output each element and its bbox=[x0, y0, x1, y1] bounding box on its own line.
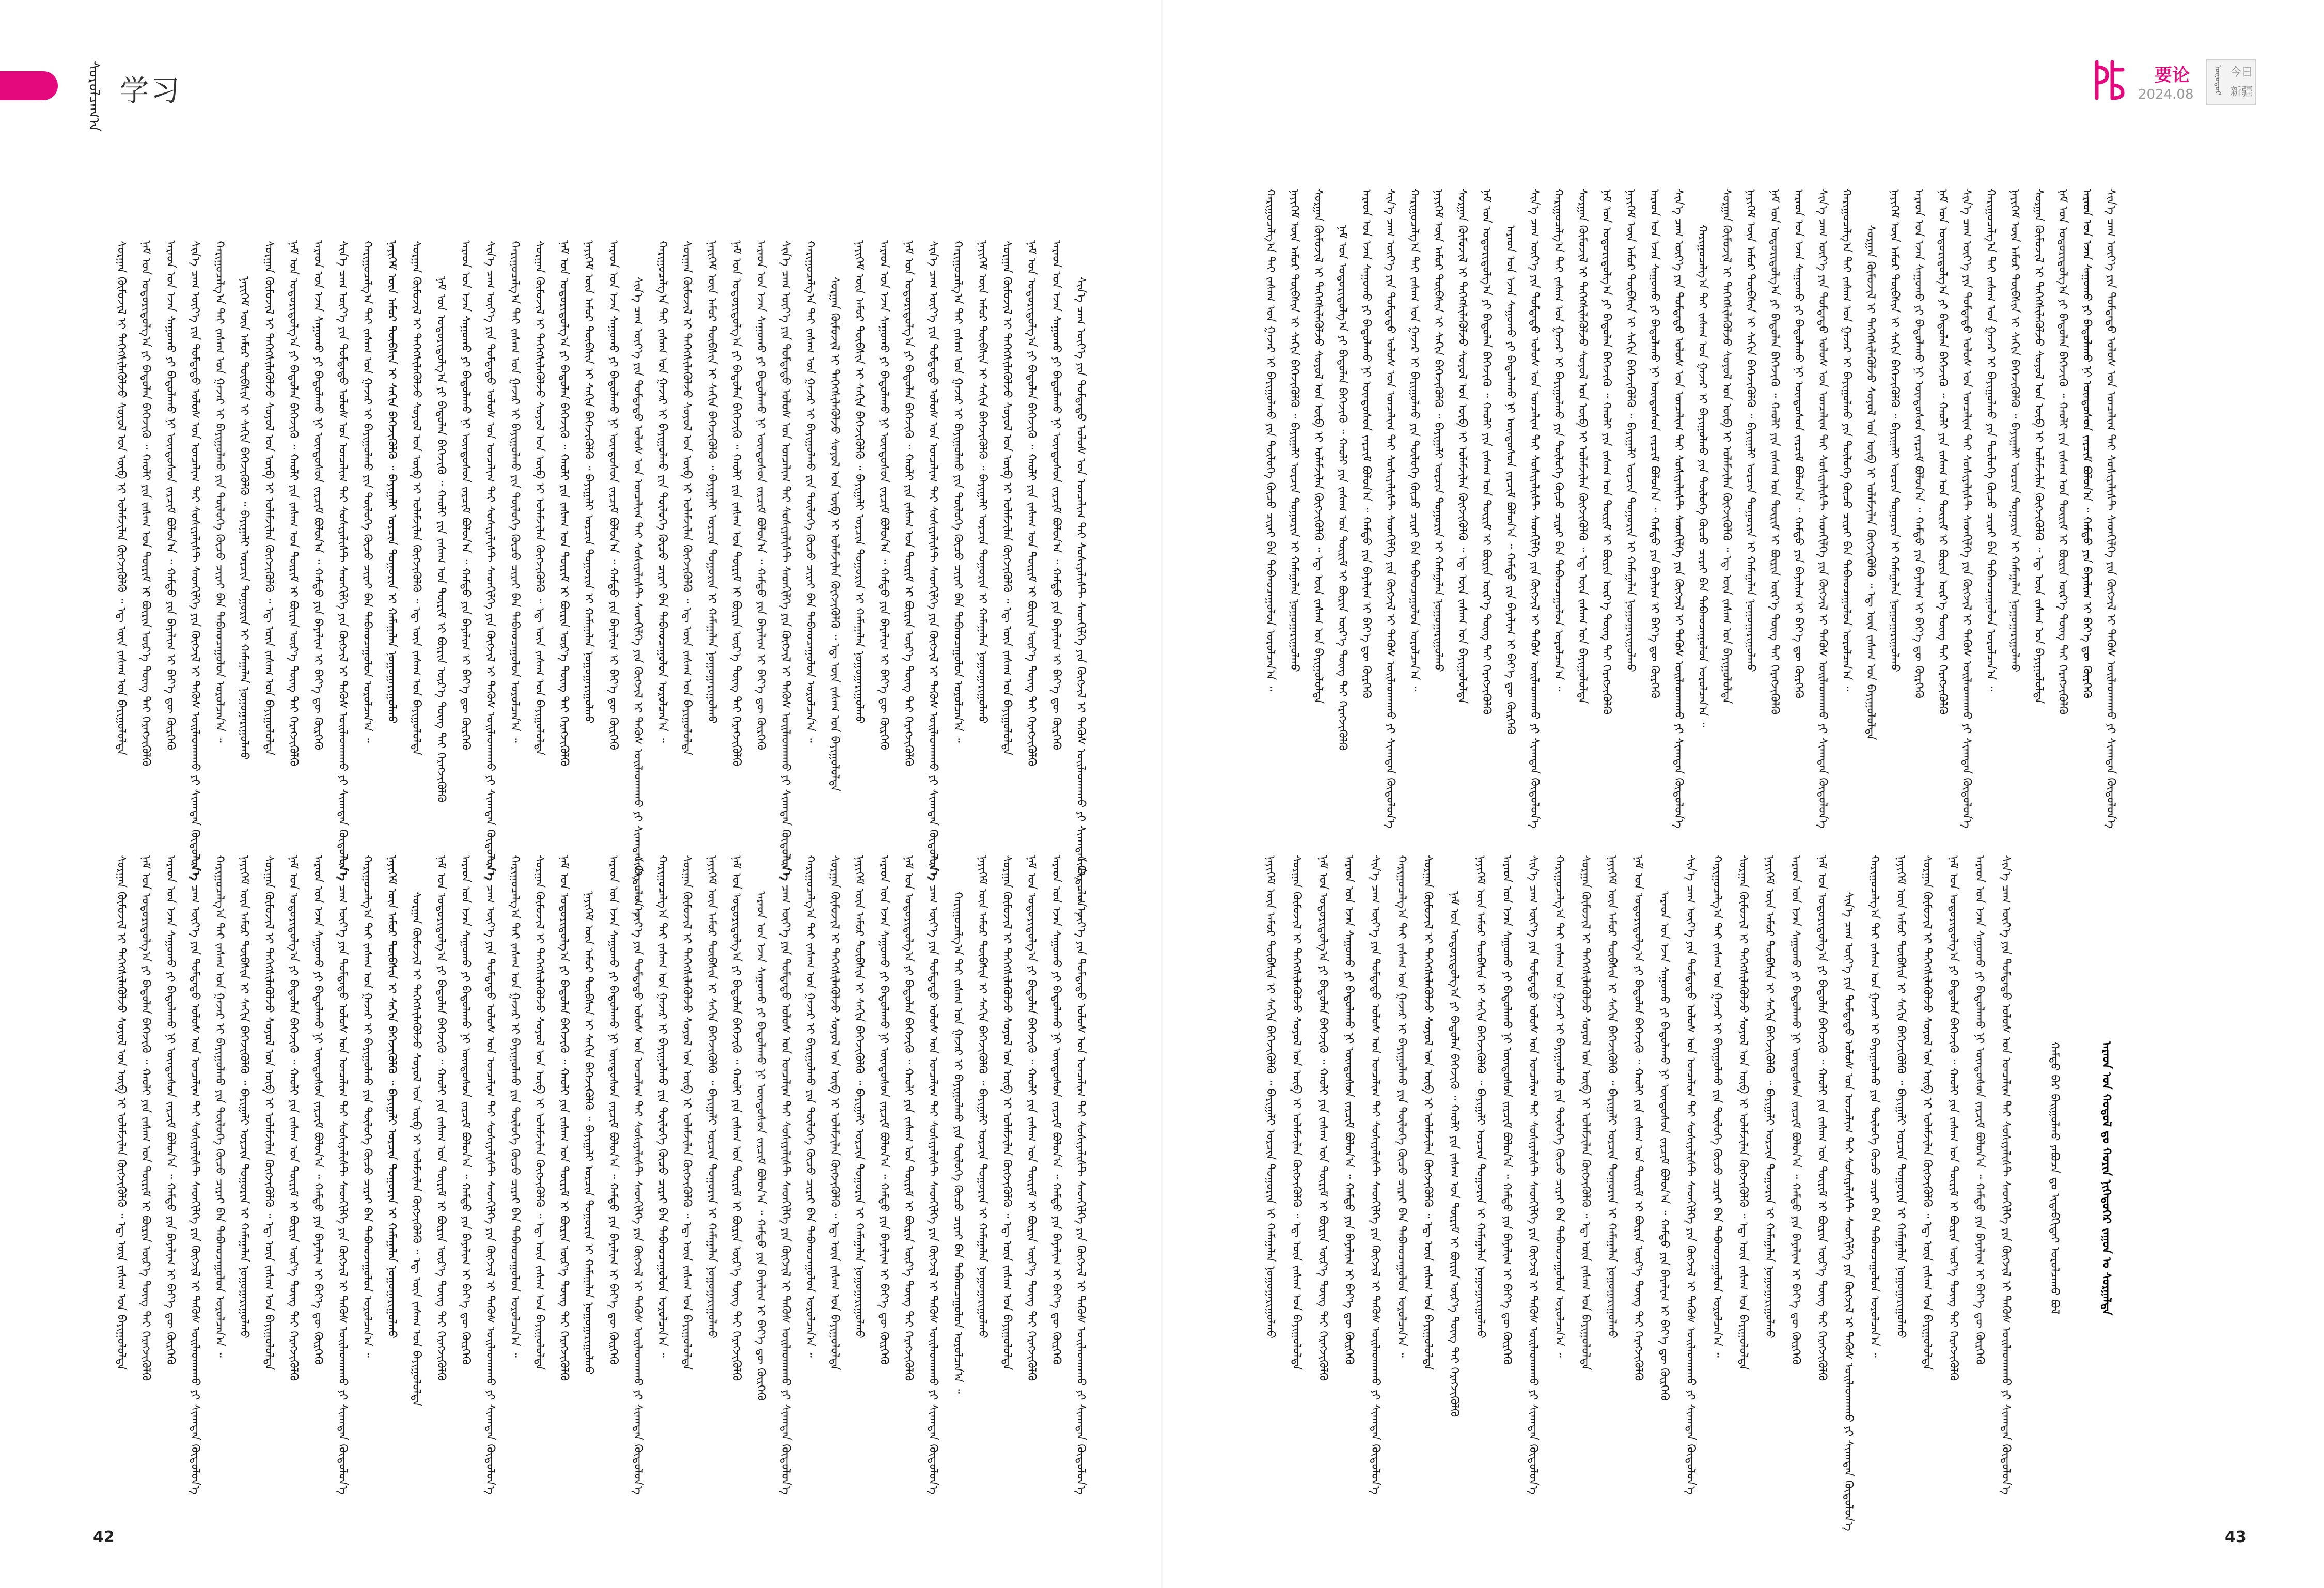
text-column: ᠰᠤᠷᠭᠠᠨ ᠬᠥᠮᠦᠵᠢᠯ ᠢ ᠳᠡᠭᠡᠭᠰᠢᠯᠡᠭᠦᠯᠵᠦ ᠰᠤᠶᠤᠯ ᠤᠨ ᠥᠪ ᠢ ᠤᠯᠠᠮᠵᠢᠯᠠᠨ ᠬᠥᠭᠵᠢᠭᠦᠯᠬᠦ ᠃ ᠡᠳ᠋ ᠦᠨ ᠵᠠᠰᠠᠭ ᠤᠨ ᠪᠠᠶᠢᠭᠤᠯᠤᠯᠲᠠ bbox=[680, 855, 694, 1371]
text-column: ᠨᠠᠮ ᠤᠨ ᠤᠳᠤᠷᠢᠳᠤᠯᠭ᠎ᠠ ᠶᠢ ᠪᠠᠲᠤᠯᠠᠨ ᠪᠡᠬᠡᠵᠢᠬᠦ ᠃ ᠬᠠᠤᠯᠢ ᠶᠢᠨ ᠵᠠᠰᠠᠭ ᠤᠨ ᠳᠦᠷᠢᠮ ᠢ ᠪᠦᠷᠢᠨ ᠦᠷ᠎ᠡ ᠳᠦᠩ ᠲᠡᠢ ᠬᠡᠷᠡᠭᠵᠢᠭᠦᠯᠬᠦ bbox=[1316, 855, 1329, 1381]
article-title: ᠠᠷᠠᠳ ᠤᠨ ᠬᠤᠳᠤᠯ ᠳᠤ ᠬᠤᠷᠢᠨ ᠨᠢᠭᠡᠳᠦᠭᠡᠷ ᠵᠠᠭᠤᠨ ᠤ ᠰᠤᠷᠭᠠᠯᠲᠠ bbox=[2100, 1040, 2113, 1315]
text-column: ᠬᠠᠷᠢᠭᠤᠴᠠᠯᠭ᠎ᠠ ᠲᠠᠢ ᠵᠠᠰᠠᠭ ᠤᠨ ᠭᠠᠵᠠᠷ ᠢ ᠪᠠᠶᠢᠭᠤᠯᠬᠤ ᠶᠢᠨ ᠲᠥᠯᠥᠭᠡ ᠬᠦᠴᠦ ᠴᠢᠷᠠᠢ ᠪᠡᠨ ᠳᠠᠪᠬᠤᠴᠠᠭᠤᠯᠤᠨ ᠣᠷᠤᠯᠴᠠᠨ᠎ᠠ ᠃ bbox=[1868, 855, 1881, 1358]
text-column: ᠬᠠᠷᠢᠭᠤᠴᠠᠯᠭ᠎ᠠ ᠲᠠᠢ ᠵᠠᠰᠠᠭ ᠤᠨ ᠭᠠᠵᠠᠷ ᠢ ᠪᠠᠶᠢᠭᠤᠯᠬᠤ ᠶᠢᠨ ᠲᠥᠯᠥᠭᠡ ᠬᠦᠴᠦ ᠴᠢᠷᠠᠢ ᠪᠡᠨ ᠳᠠᠪᠬᠤᠴᠠᠭᠤᠯᠤᠨ ᠣᠷᠤᠯᠴᠠᠨ᠎ᠠ ᠃ bbox=[1395, 855, 1408, 1358]
text-column: ᠬᠠᠷᠢᠭᠤᠴᠠᠯᠭ᠎ᠠ ᠲᠠᠢ ᠵᠠᠰᠠᠭ ᠤᠨ ᠭᠠᠵᠠᠷ ᠢ ᠪᠠᠶᠢᠭᠤᠯᠬᠤ ᠶᠢᠨ ᠲᠥᠯᠥᠭᠡ ᠬᠦᠴᠦ ᠴᠢᠷᠠᠢ ᠪᠡᠨ ᠳᠠᠪᠬᠤᠴᠠᠭᠤᠯᠤᠨ ᠣᠷᠤᠯᠴᠠᠨ᠎ᠠ ᠃ bbox=[360, 240, 374, 743]
text-column: ᠠᠷᠠᠳ ᠤᠨ ᠡᠵᠡᠨ ᠰᠠᠭᠤᠬᠤ ᠶᠢ ᠪᠠᠲᠤᠯᠠᠬᠤ ᠨᠢ ᠦᠨᠳᠦᠰᠦᠨ ᠵᠠᠷᠴᠢᠮ ᠪᠣᠯᠤᠨ᠎ᠠ ᠃ ᠬᠠᠮᠲᠤ ᠶᠢᠨ ᠪᠠᠶᠠᠯᠢᠭ ᠢ ᠪᠡᠶ᠎ᠡ ᠳᠦ ᠬᠦᠷᠭᠡᠬᠦ bbox=[1342, 855, 1356, 1365]
text-column: ᠰᠤᠷᠭᠠᠨ ᠬᠥᠮᠦᠵᠢᠯ ᠢ ᠳᠡᠭᠡᠭᠰᠢᠯᠡᠭᠦᠯᠵᠦ ᠰᠤᠶᠤᠯ ᠤᠨ ᠥᠪ ᠢ ᠤᠯᠠᠮᠵᠢᠯᠠᠨ ᠬᠥᠭᠵᠢᠭᠦᠯᠬᠦ ᠃ ᠡᠳ᠋ ᠦᠨ ᠵᠠᠰᠠᠭ ᠤᠨ ᠪᠠᠶᠢᠭᠤᠯᠤᠯᠲᠠ bbox=[1000, 240, 1014, 756]
text-column: ᠬᠠᠷᠢᠭᠤᠴᠠᠯᠭ᠎ᠠ ᠲᠠᠢ ᠵᠠᠰᠠᠭ ᠤᠨ ᠭᠠᠵᠠᠷ ᠢ ᠪᠠᠶᠢᠭᠤᠯᠬᠤ ᠶᠢᠨ ᠲᠥᠯᠥᠭᠡ ᠬᠦᠴᠦ ᠴᠢᠷᠠᠢ ᠪᠡᠨ ᠳᠠᠪᠬᠤᠴᠠᠭᠤᠯᠤᠨ ᠣᠷᠤᠯᠴᠠᠨ᠎ᠠ ᠃ bbox=[656, 855, 669, 1358]
page-gutter bbox=[1161, 0, 1163, 1588]
text-column: ᠠᠷᠠᠳ ᠤᠨ ᠡᠵᠡᠨ ᠰᠠᠭᠤᠬᠤ ᠶᠢ ᠪᠠᠲᠤᠯᠠᠬᠤ ᠨᠢ ᠦᠨᠳᠦᠰᠦᠨ ᠵᠠᠷᠴᠢᠮ ᠪᠣᠯᠤᠨ᠎ᠠ ᠃ ᠬᠠᠮᠲᠤ ᠶᠢᠨ ᠪᠠᠶᠠᠯᠢᠭ ᠢ ᠪᠡᠶ᠎ᠡ ᠳᠦ ᠬᠦᠷᠭᠡᠬᠦ bbox=[1500, 855, 1513, 1365]
text-column: ᠨᠠᠮ ᠤᠨ ᠤᠳᠤᠷᠢᠳᠤᠯᠭ᠎ᠠ ᠶᠢ ᠪᠠᠲᠤᠯᠠᠨ ᠪᠡᠬᠡᠵᠢᠬᠦ ᠃ ᠬᠠᠤᠯᠢ ᠶᠢᠨ ᠵᠠᠰᠠᠭ ᠤᠨ ᠳᠦᠷᠢᠮ ᠢ ᠪᠦᠷᠢᠨ ᠦᠷ᠎ᠡ ᠳᠦᠩ ᠲᠡᠢ ᠬᠡᠷᠡᠭᠵᠢᠭᠦᠯᠬᠦ bbox=[1768, 189, 1781, 715]
text-column: ᠨᠡᠶᠢᠭᠡᠮ ᠦᠨ ᠠᠮᠤᠷ ᠲᠦᠪᠰᠢᠨ ᠢ ᠰᠠᠬᠢᠨ ᠪᠡᠬᠡᠵᠢᠭᠦᠯᠬᠦ ᠃ ᠪᠠᠶᠢᠭᠠᠯᠢ ᠣᠷᠴᠢᠨ ᠲᠣᠭᠣᠷᠢᠨ ᠢ ᠬᠠᠮᠠᠭᠠᠯᠠᠨ ᠨᠣᠭᠣᠭᠠᠷᠢᠭᠤᠯᠬᠤ bbox=[1264, 855, 1277, 1338]
text-column: ᠰᠤᠷᠭᠠᠨ ᠬᠥᠮᠦᠵᠢᠯ ᠢ ᠳᠡᠭᠡᠭᠰᠢᠯᠡᠭᠦᠯᠵᠦ ᠰᠤᠶᠤᠯ ᠤᠨ ᠥᠪ ᠢ ᠤᠯᠠᠮᠵᠢᠯᠠᠨ ᠬᠥᠭᠵᠢᠭᠦᠯᠬᠦ ᠃ ᠡᠳ᠋ ᠦᠨ ᠵᠠᠰᠠᠭ ᠤᠨ ᠪᠠᠶᠢᠭᠤᠯᠤᠯᠲᠠ bbox=[262, 855, 275, 1371]
text-column: ᠰᠢᠨ᠎ᠡ ᠴᠠᠭ ᠦᠶ᠎ᠡ ᠶᠢᠨ ᠳᠤᠮᠳᠠᠳᠤ ᠤᠯᠤᠰ ᠤᠨ ᠣᠨᠴᠠᠯᠢᠭ ᠲᠠᠢ ᠰᠣᠰᠢᠶᠠᠯᠢᠰᠲ ᠰᠡᠳᠬᠢᠯᠭᠡ ᠶᠢᠨ ᠬᠥᠭᠵᠢᠯ ᠢ ᠲᠡᠭᠦᠰ ᠤᠢᠯᠠᠳᠬᠠᠬᠤ ᠶᠢ ᠰᠢᠬᠠᠳᠠᠨ ᠬᠥᠲᠥᠯᠦᠨ᠎ᠡ bbox=[1684, 855, 1697, 1495]
text-column: ᠰᠢᠨ᠎ᠡ ᠴᠠᠭ ᠦᠶ᠎ᠡ ᠶᠢᠨ ᠳᠤᠮᠳᠠᠳᠤ ᠤᠯᠤᠰ ᠤᠨ ᠣᠨᠴᠠᠯᠢᠭ ᠲᠠᠢ ᠰᠣᠰᠢᠶᠠᠯᠢᠰᠲ ᠰᠡᠳᠬᠢᠯᠭᠡ ᠶᠢᠨ ᠬᠥᠭᠵᠢᠯ ᠢ ᠲᠡᠭᠦᠰ ᠤᠢᠯᠠᠳᠬᠠᠬᠤ ᠶᠢ ᠰᠢᠬᠠᠳᠠᠨ ᠬᠥᠲᠥᠯᠦᠨ᠎ᠡ bbox=[336, 240, 349, 880]
text-column: ᠨᠠᠮ ᠤᠨ ᠤᠳᠤᠷᠢᠳᠤᠯᠭ᠎ᠠ ᠶᠢ ᠪᠠᠲᠤᠯᠠᠨ ᠪᠡᠬᠡᠵᠢᠬᠦ ᠃ ᠬᠠᠤᠯᠢ ᠶᠢᠨ ᠵᠠᠰᠠᠭ ᠤᠨ ᠳᠦᠷᠢᠮ ᠢ ᠪᠦᠷᠢᠨ ᠦᠷ᠎ᠡ ᠳᠦᠩ ᠲᠡᠢ ᠬᠡᠷᠡᠭᠵᠢᠭᠦᠯᠬᠦ bbox=[287, 855, 300, 1381]
text-column: ᠰᠤᠷᠭᠠᠨ ᠬᠥᠮᠦᠵᠢᠯ ᠢ ᠳᠡᠭᠡᠭᠰᠢᠯᠡᠭᠦᠯᠵᠦ ᠰᠤᠶᠤᠯ ᠤᠨ ᠥᠪ ᠢ ᠤᠯᠠᠮᠵᠢᠯᠠᠨ ᠬᠥᠭᠵᠢᠭᠦᠯᠬᠦ ᠃ ᠡᠳ᠋ ᠦᠨ ᠵᠠᠰᠠᠭ ᠤᠨ ᠪᠠᠶᠢᠭᠤᠯᠤᠯᠲᠠ bbox=[1456, 189, 1469, 704]
text-column: ᠰᠢᠨ᠎ᠡ ᠴᠠᠭ ᠦᠶ᠎ᠡ ᠶᠢᠨ ᠳᠤᠮᠳᠠᠳᠤ ᠤᠯᠤᠰ ᠤᠨ ᠣᠨᠴᠠᠯᠢᠭ ᠲᠠᠢ ᠰᠣᠰᠢᠶᠠᠯᠢᠰᠲ ᠰᠡᠳᠬᠢᠯᠭᠡ ᠶᠢᠨ ᠬᠥᠭᠵᠢᠯ ᠢ ᠲᠡᠭᠦᠰ ᠤᠢᠯᠠᠳᠬᠠᠬᠤ ᠶᠢ ᠰᠢᠬᠠᠳᠠᠨ ᠬᠥᠲᠥᠯᠦᠨ᠎ᠡ bbox=[631, 276, 645, 916]
text-column: ᠰᠢᠨ᠎ᠡ ᠴᠠᠭ ᠦᠶ᠎ᠡ ᠶᠢᠨ ᠳᠤᠮᠳᠠᠳᠤ ᠤᠯᠤᠰ ᠤᠨ ᠣᠨᠴᠠᠯᠢᠭ ᠲᠠᠢ ᠰᠣᠰᠢᠶᠠᠯᠢᠰᠲ ᠰᠡᠳᠬᠢᠯᠭᠡ ᠶᠢᠨ ᠬᠥᠭᠵᠢᠯ ᠢ ᠲᠡᠭᠦᠰ ᠤᠢᠯᠠᠳᠬᠠᠬᠤ ᠶᠢ ᠰᠢᠬᠠᠳᠠᠨ ᠬᠥᠲᠥᠯᠦᠨ᠎ᠡ bbox=[1369, 855, 1382, 1495]
text-column: ᠠᠷᠠᠳ ᠤᠨ ᠡᠵᠡᠨ ᠰᠠᠭᠤᠬᠤ ᠶᠢ ᠪᠠᠲᠤᠯᠠᠬᠤ ᠨᠢ ᠦᠨᠳᠦᠰᠦᠨ ᠵᠠᠷᠴᠢᠮ ᠪᠣᠯᠤᠨ᠎ᠠ ᠃ ᠬᠠᠮᠲᠤ ᠶᠢᠨ ᠪᠠᠶᠠᠯᠢᠭ ᠢ ᠪᠡᠶ᠎ᠡ ᠳᠦ ᠬᠦᠷᠭᠡᠬᠦ bbox=[1912, 189, 1925, 698]
text-column: ᠠᠷᠠᠳ ᠤᠨ ᠡᠵᠡᠨ ᠰᠠᠭᠤᠬᠤ ᠶᠢ ᠪᠠᠲᠤᠯᠠᠬᠤ ᠨᠢ ᠦᠨᠳᠦᠰᠦᠨ ᠵᠠᠷᠴᠢᠮ ᠪᠣᠯᠤᠨ᠎ᠠ ᠃ ᠬᠠᠮᠲᠤ ᠶᠢᠨ ᠪᠠᠶᠠᠯᠢᠭ ᠢ ᠪᠡᠶ᠎ᠡ ᠳᠦ ᠬᠦᠷᠭᠡᠬᠦ bbox=[1789, 855, 1802, 1365]
text-column: ᠨᠠᠮ ᠤᠨ ᠤᠳᠤᠷᠢᠳᠤᠯᠭ᠎ᠠ ᠶᠢ ᠪᠠᠲᠤᠯᠠᠨ ᠪᠡᠬᠡᠵᠢᠬᠦ ᠃ ᠬᠠᠤᠯᠢ ᠶᠢᠨ ᠵᠠᠰᠠᠭ ᠤᠨ ᠳᠦᠷᠢᠮ ᠢ ᠪᠦᠷᠢᠨ ᠦᠷ᠎ᠡ ᠳᠦᠩ ᠲᠡᠢ ᠬᠡᠷᠡᠭᠵᠢᠭᠦᠯᠬᠦ bbox=[1936, 189, 1949, 715]
text-column: ᠨᠠᠮ ᠤᠨ ᠤᠳᠤᠷᠢᠳᠤᠯᠭ᠎ᠠ ᠶᠢ ᠪᠠᠲᠤᠯᠠᠨ ᠪᠡᠬᠡᠵᠢᠬᠦ ᠃ ᠬᠠᠤᠯᠢ ᠶᠢᠨ ᠵᠠᠰᠠᠭ ᠤᠨ ᠳᠦᠷᠢᠮ ᠢ ᠪᠦᠷᠢᠨ ᠦᠷ᠎ᠡ ᠳᠦᠩ ᠲᠡᠢ ᠬᠡᠷᠡᠭᠵᠢᠭᠦᠯᠬᠦ bbox=[1815, 855, 1829, 1381]
text-column: ᠨᠠᠮ ᠤᠨ ᠤᠳᠤᠷᠢᠳᠤᠯᠭ᠎ᠠ ᠶᠢ ᠪᠠᠲᠤᠯᠠᠨ ᠪᠡᠬᠡᠵᠢᠬᠦ ᠃ ᠬᠠᠤᠯᠢ ᠶᠢᠨ ᠵᠠᠰᠠᠭ ᠤᠨ ᠳᠦᠷᠢᠮ ᠢ ᠪᠦᠷᠢᠨ ᠦᠷ᠎ᠡ ᠳᠦᠩ ᠲᠡᠢ ᠬᠡᠷᠡᠭᠵᠢᠭᠦᠯᠬᠦ bbox=[557, 855, 571, 1381]
text-column: ᠰᠤᠷᠭᠠᠨ ᠬᠥᠮᠦᠵᠢᠯ ᠢ ᠳᠡᠭᠡᠭᠰᠢᠯᠡᠭᠦᠯᠵᠦ ᠰᠤᠶᠤᠯ ᠤᠨ ᠥᠪ ᠢ ᠤᠯᠠᠮᠵᠢᠯᠠᠨ ᠬᠥᠭᠵᠢᠭᠦᠯᠬᠦ ᠃ ᠡᠳ᠋ ᠦᠨ ᠵᠠᠰᠠᠭ ᠤᠨ ᠪᠠᠶᠢᠭᠤᠯᠤᠯᠲᠠ bbox=[1421, 855, 1435, 1371]
text-column: ᠨᠠᠮ ᠤᠨ ᠤᠳᠤᠷᠢᠳᠤᠯᠭ᠎ᠠ ᠶᠢ ᠪᠠᠲᠤᠯᠠᠨ ᠪᠡᠬᠡᠵᠢᠬᠦ ᠃ ᠬᠠᠤᠯᠢ ᠶᠢᠨ ᠵᠠᠰᠠᠭ ᠤᠨ ᠳᠦᠷᠢᠮ ᠢ ᠪᠦᠷᠢᠨ ᠦᠷ᠎ᠡ ᠳᠦᠩ ᠲᠡᠢ ᠬᠡᠷᠡᠭᠵᠢᠭᠦᠯᠬᠦ bbox=[902, 240, 915, 767]
text-column: ᠠᠷᠠᠳ ᠤᠨ ᠡᠵᠡᠨ ᠰᠠᠭᠤᠬᠤ ᠶᠢ ᠪᠠᠲᠤᠯᠠᠬᠤ ᠨᠢ ᠦᠨᠳᠦᠰᠦᠨ ᠵᠠᠷᠴᠢᠮ ᠪᠣᠯᠤᠨ᠎ᠠ ᠃ ᠬᠠᠮᠲᠤ ᠶᠢᠨ ᠪᠠᠶᠠᠯᠢᠭ ᠢ ᠪᠡᠶ᠎ᠡ ᠳᠦ ᠬᠦᠷᠭᠡᠬᠦ bbox=[754, 240, 767, 750]
text-column: ᠨᠠᠮ ᠤᠨ ᠤᠳᠤᠷᠢᠳᠤᠯᠭ᠎ᠠ ᠶᠢ ᠪᠠᠲᠤᠯᠠᠨ ᠪᠡᠬᠡᠵᠢᠬᠦ ᠃ ᠬᠠᠤᠯᠢ ᠶᠢᠨ ᠵᠠᠰᠠᠭ ᠤᠨ ᠳᠦᠷᠢᠮ ᠢ ᠪᠦᠷᠢᠨ ᠦᠷ᠎ᠡ ᠳᠦᠩ ᠲᠡᠢ ᠬᠡᠷᠡᠭᠵᠢᠭᠦᠯᠬᠦ bbox=[139, 240, 152, 767]
text-column: ᠠᠷᠠᠳ ᠤᠨ ᠡᠵᠡᠨ ᠰᠠᠭᠤᠬᠤ ᠶᠢ ᠪᠠᠲᠤᠯᠠᠬᠤ ᠨᠢ ᠦᠨᠳᠦᠰᠦᠨ ᠵᠠᠷᠴᠢᠮ ᠪᠣᠯᠤᠨ᠎ᠠ ᠃ ᠬᠠᠮᠲᠤ ᠶᠢᠨ ᠪᠠᠶᠠᠯᠢᠭ ᠢ ᠪᠡᠶ᠎ᠡ ᠳᠦ ᠬᠦᠷᠭᠡᠬᠦ bbox=[1792, 189, 1805, 698]
left-page-text-block-bottom bbox=[111, 855, 1087, 1501]
text-column: ᠰᠤᠷᠭᠠᠨ ᠬᠥᠮᠦᠵᠢᠯ ᠢ ᠳᠡᠭᠡᠭᠰᠢᠯᠡᠭᠦᠯᠵᠦ ᠰᠤᠶᠤᠯ ᠤᠨ ᠥᠪ ᠢ ᠤᠯᠠᠮᠵᠢᠯᠠᠨ ᠬᠥᠭᠵᠢᠭᠦᠯᠬᠦ ᠃ ᠡᠳ᠋ ᠦᠨ ᠵᠠᠰᠠᠭ ᠤᠨ ᠪᠠᠶᠢᠭᠤᠯᠤᠯᠲᠠ bbox=[532, 240, 546, 756]
text-column: ᠠᠷᠠᠳ ᠤᠨ ᠡᠵᠡᠨ ᠰᠠᠭᠤᠬᠤ ᠶᠢ ᠪᠠᠲᠤᠯᠠᠬᠤ ᠨᠢ ᠦᠨᠳᠦᠰᠦᠨ ᠵᠠᠷᠴᠢᠮ ᠪᠣᠯᠤᠨ᠎ᠠ ᠃ ᠬᠠᠮᠲᠤ ᠶᠢᠨ ᠪᠠᠶᠠᠯᠢᠭ ᠢ ᠪᠡᠶ᠎ᠡ ᠳᠦ ᠬᠦᠷᠭᠡᠬᠦ bbox=[1360, 189, 1373, 698]
text-column: ᠨᠡᠶᠢᠭᠡᠮ ᠦᠨ ᠠᠮᠤᠷ ᠲᠦᠪᠰᠢᠨ ᠢ ᠰᠠᠬᠢᠨ ᠪᠡᠬᠡᠵᠢᠭᠦᠯᠬᠦ ᠃ ᠪᠠᠶᠢᠭᠠᠯᠢ ᠣᠷᠴᠢᠨ ᠲᠣᠭᠣᠷᠢᠨ ᠢ ᠬᠠᠮᠠᠭᠠᠯᠠᠨ ᠨᠣᠭᠣᠭᠠᠷᠢᠭᠤᠯᠬᠤ bbox=[2008, 189, 2021, 672]
masthead-box bbox=[2206, 59, 2256, 105]
text-column: ᠬᠠᠷᠢᠭᠤᠴᠠᠯᠭ᠎ᠠ ᠲᠠᠢ ᠵᠠᠰᠠᠭ ᠤᠨ ᠭᠠᠵᠠᠷ ᠢ ᠪᠠᠶᠢᠭᠤᠯᠬᠤ ᠶᠢᠨ ᠲᠥᠯᠥᠭᠡ ᠬᠦᠴᠦ ᠴᠢᠷᠠᠢ ᠪᠡᠨ ᠳᠠᠪᠬᠤᠴᠠᠭᠤᠯᠤᠨ ᠣᠷᠤᠯᠴᠠᠨ᠎ᠠ ᠃ bbox=[803, 855, 816, 1358]
text-column: ᠰᠤᠷᠭᠠᠨ ᠬᠥᠮᠦᠵᠢᠯ ᠢ ᠳᠡᠭᠡᠭᠰᠢᠯᠡᠭᠦᠯᠵᠦ ᠰᠤᠶᠤᠯ ᠤᠨ ᠥᠪ ᠢ ᠤᠯᠠᠮᠵᠢᠯᠠᠨ ᠬᠥᠭᠵᠢᠭᠦᠯᠬᠦ ᠃ ᠡᠳ᠋ ᠦᠨ ᠵᠠᠰᠠᠭ ᠤᠨ ᠪᠠᠶᠢᠭᠤᠯᠤᠯᠲᠠ bbox=[1576, 189, 1589, 704]
text-column: ᠨᠡᠶᠢᠭᠡᠮ ᠦᠨ ᠠᠮᠤᠷ ᠲᠦᠪᠰᠢᠨ ᠢ ᠰᠠᠬᠢᠨ ᠪᠡᠬᠡᠵᠢᠭᠦᠯᠬᠦ ᠃ ᠪᠠᠶᠢᠭᠠᠯᠢ ᠣᠷᠴᠢᠨ ᠲᠣᠭᠣᠷᠢᠨ ᠢ ᠬᠠᠮᠠᠭᠠᠯᠠᠨ ᠨᠣᠭᠣᠭᠠᠷᠢᠭᠤᠯᠬᠤ bbox=[1763, 855, 1776, 1338]
text-column: ᠠᠷᠠᠳ ᠤᠨ ᠡᠵᠡᠨ ᠰᠠᠭᠤᠬᠤ ᠶᠢ ᠪᠠᠲᠤᠯᠠᠬᠤ ᠨᠢ ᠦᠨᠳᠦᠰᠦᠨ ᠵᠠᠷᠴᠢᠮ ᠪᠣᠯᠤᠨ᠎ᠠ ᠃ ᠬᠠᠮᠲᠤ ᠶᠢᠨ ᠪᠠᠶᠠᠯᠢᠭ ᠢ ᠪᠡᠶ᠎ᠡ ᠳᠦ ᠬᠦᠷᠭᠡᠬᠦ bbox=[877, 855, 890, 1365]
text-column: ᠰᠤᠷᠭᠠᠨ ᠬᠥᠮᠦᠵᠢᠯ ᠢ ᠳᠡᠭᠡᠭᠰᠢᠯᠡᠭᠦᠯᠵᠦ ᠰᠤᠶᠤᠯ ᠤᠨ ᠥᠪ ᠢ ᠤᠯᠠᠮᠵᠢᠯᠠᠨ ᠬᠥᠭᠵᠢᠭᠦᠯᠬᠦ ᠃ ᠡᠳ᠋ ᠦᠨ ᠵᠠᠰᠠᠭ ᠤᠨ ᠪᠠᠶᠢᠭᠤᠯᠤᠯᠲᠠ bbox=[828, 276, 841, 792]
text-column: ᠠᠷᠠᠳ ᠤᠨ ᠡᠵᠡᠨ ᠰᠠᠭᠤᠬᠤ ᠶᠢ ᠪᠠᠲᠤᠯᠠᠬᠤ ᠨᠢ ᠦᠨᠳᠦᠰᠦᠨ ᠵᠠᠷᠴᠢᠮ ᠪᠣᠯᠤᠨ᠎ᠠ ᠃ ᠬᠠᠮᠲᠤ ᠶᠢᠨ ᠪᠠᠶᠠᠯᠢᠭ ᠢ ᠪᠡᠶ᠎ᠡ ᠳᠦ ᠬᠦᠷᠭᠡᠬᠦ bbox=[459, 240, 472, 750]
text-column: ᠨᠡᠶᠢᠭᠡᠮ ᠦᠨ ᠠᠮᠤᠷ ᠲᠦᠪᠰᠢᠨ ᠢ ᠰᠠᠬᠢᠨ ᠪᠡᠬᠡᠵᠢᠭᠦᠯᠬᠦ ᠃ ᠪᠠᠶᠢᠭᠠᠯᠢ ᠣᠷᠴᠢᠨ ᠲᠣᠭᠣᠷᠢᠨ ᠢ ᠬᠠᠮᠠᠭᠠᠯᠠᠨ ᠨᠣᠭᠣᠭᠠᠷᠢᠭᠤᠯᠬᠤ bbox=[1744, 189, 1757, 672]
text-column: ᠠᠷᠠᠳ ᠤᠨ ᠡᠵᠡᠨ ᠰᠠᠭᠤᠬᠤ ᠶᠢ ᠪᠠᠲᠤᠯᠠᠬᠤ ᠨᠢ ᠦᠨᠳᠦᠰᠦᠨ ᠵᠠᠷᠴᠢᠮ ᠪᠣᠯᠤᠨ᠎ᠠ ᠃ ᠬᠠᠮᠲᠤ ᠶᠢᠨ ᠪᠠᠶᠠᠯᠢᠭ ᠢ ᠪᠡᠶ᠎ᠡ ᠳᠦ ᠬᠦᠷᠭᠡᠬᠦ bbox=[1504, 225, 1517, 735]
section-label-mongolian: ᠰᠤᠷᠤᠯᠴᠠᠭ᠎ᠠ bbox=[86, 61, 103, 132]
text-column: ᠰᠢᠨ᠎ᠡ ᠴᠠᠭ ᠦᠶ᠎ᠡ ᠶᠢᠨ ᠳᠤᠮᠳᠠᠳᠤ ᠤᠯᠤᠰ ᠤᠨ ᠣᠨᠴᠠᠯᠢᠭ ᠲᠠᠢ ᠰᠣᠰᠢᠶᠠᠯᠢᠰᠲ ᠰᠡᠳᠬᠢᠯᠭᠡ ᠶᠢᠨ ᠬᠥᠭᠵᠢᠯ ᠢ ᠲᠡᠭᠦᠰ ᠤᠢᠯᠠᠳᠬᠠᠬᠤ ᠶᠢ ᠰᠢᠬᠠᠳᠠᠨ ᠬᠥᠲᠥᠯᠦᠨ᠎ᠡ bbox=[1672, 189, 1685, 829]
text-column: ᠬᠠᠷᠢᠭᠤᠴᠠᠯᠭ᠎ᠠ ᠲᠠᠢ ᠵᠠᠰᠠᠭ ᠤᠨ ᠭᠠᠵᠠᠷ ᠢ ᠪᠠᠶᠢᠭᠤᠯᠬᠤ ᠶᠢᠨ ᠲᠥᠯᠥᠭᠡ ᠬᠦᠴᠦ ᠴᠢᠷᠠᠢ ᠪᠡᠨ ᠳᠠᠪᠬᠤᠴᠠᠭᠤᠯᠤᠨ ᠣᠷᠤᠯᠴᠠᠨ᠎ᠠ ᠃ bbox=[803, 240, 816, 743]
text-column: ᠨᠠᠮ ᠤᠨ ᠤᠳᠤᠷᠢᠳᠤᠯᠭ᠎ᠠ ᠶᠢ ᠪᠠᠲᠤᠯᠠᠨ ᠪᠡᠬᠡᠵᠢᠬᠦ ᠃ ᠬᠠᠤᠯᠢ ᠶᠢᠨ ᠵᠠᠰᠠᠭ ᠤᠨ ᠳᠦᠷᠢᠮ ᠢ ᠪᠦᠷᠢᠨ ᠦᠷ᠎ᠡ ᠳᠦᠩ ᠲᠡᠢ ᠬᠡᠷᠡᠭᠵᠢᠭᠦᠯᠬᠦ bbox=[902, 855, 915, 1381]
text-column: ᠰᠢᠨ᠎ᠡ ᠴᠠᠭ ᠦᠶ᠎ᠡ ᠶᠢᠨ ᠳᠤᠮᠳᠠᠳᠤ ᠤᠯᠤᠰ ᠤᠨ ᠣᠨᠴᠠᠯᠢᠭ ᠲᠠᠢ ᠰᠣᠰᠢᠶᠠᠯᠢᠰᠲ ᠰᠡᠳᠬᠢᠯᠭᠡ ᠶᠢᠨ ᠬᠥᠭᠵᠢᠯ ᠢ ᠲᠡᠭᠦᠰ ᠤᠢᠯᠠᠳᠬᠠᠬᠤ ᠶᠢ ᠰᠢᠬᠠᠳᠠᠨ ᠬᠥᠲᠥᠯᠦᠨ᠎ᠡ bbox=[188, 240, 201, 880]
section-tab-marker bbox=[0, 71, 58, 100]
magazine-logo-icon bbox=[2092, 57, 2128, 103]
text-column: ᠬᠠᠷᠢᠭᠤᠴᠠᠯᠭ᠎ᠠ ᠲᠠᠢ ᠵᠠᠰᠠᠭ ᠤᠨ ᠭᠠᠵᠠᠷ ᠢ ᠪᠠᠶᠢᠭᠤᠯᠬᠤ ᠶᠢᠨ ᠲᠥᠯᠥᠭᠡ ᠬᠦᠴᠦ ᠴᠢᠷᠠᠢ ᠪᠡᠨ ᠳᠠᠪᠬᠤᠴᠠᠭᠤᠯᠤᠨ ᠣᠷᠤᠯᠴᠠᠨ᠎ᠠ ᠃ bbox=[1552, 855, 1566, 1358]
text-column: ᠰᠢᠨ᠎ᠡ ᠴᠠᠭ ᠦᠶ᠎ᠡ ᠶᠢᠨ ᠳᠤᠮᠳᠠᠳᠤ ᠤᠯᠤᠰ ᠤᠨ ᠣᠨᠴᠠᠯᠢᠭ ᠲᠠᠢ ᠰᠣᠰᠢᠶᠠᠯᠢᠰᠲ ᠰᠡᠳᠬᠢᠯᠭᠡ ᠶᠢᠨ ᠬᠥᠭᠵᠢᠯ ᠢ ᠲᠡᠭᠦᠰ ᠤᠢᠯᠠᠳᠬᠠᠬᠤ ᠶᠢ ᠰᠢᠬᠠᠳᠠᠨ ᠬᠥᠲᠥᠯᠦᠨ᠎ᠡ bbox=[2104, 189, 2117, 829]
text-column: ᠨᠡᠶᠢᠭᠡᠮ ᠦᠨ ᠠᠮᠤᠷ ᠲᠦᠪᠰᠢᠨ ᠢ ᠰᠠᠬᠢᠨ ᠪᠡᠬᠡᠵᠢᠭᠦᠯᠬᠦ ᠃ ᠪᠠᠶᠢᠭᠠᠯᠢ ᠣᠷᠴᠢᠨ ᠲᠣᠭᠣᠷᠢᠨ ᠢ ᠬᠠᠮᠠᠭᠠᠯᠠᠨ ᠨᠣᠭᠣᠭᠠᠷᠢᠭᠤᠯᠬᠤ bbox=[582, 891, 595, 1375]
text-column: ᠰᠤᠷᠭᠠᠨ ᠬᠥᠮᠦᠵᠢᠯ ᠢ ᠳᠡᠭᠡᠭᠰᠢᠯᠡᠭᠦᠯᠵᠦ ᠰᠤᠶᠤᠯ ᠤᠨ ᠥᠪ ᠢ ᠤᠯᠠᠮᠵᠢᠯᠠᠨ ᠬᠥᠭᠵᠢᠭᠦᠯᠬᠦ ᠃ ᠡᠳ᠋ ᠦᠨ ᠵᠠᠰᠠᠭ ᠤᠨ ᠪᠠᠶᠢᠭᠤᠯᠤᠯᠲᠠ bbox=[1920, 855, 1934, 1371]
text-column: ᠠᠷᠠᠳ ᠤᠨ ᠡᠵᠡᠨ ᠰᠠᠭᠤᠬᠤ ᠶᠢ ᠪᠠᠲᠤᠯᠠᠬᠤ ᠨᠢ ᠦᠨᠳᠦᠰᠦᠨ ᠵᠠᠷᠴᠢᠮ ᠪᠣᠯᠤᠨ᠎ᠠ ᠃ ᠬᠠᠮᠲᠤ ᠶᠢᠨ ᠪᠠᠶᠠᠯᠢᠭ ᠢ ᠪᠡᠶ᠎ᠡ ᠳᠦ ᠬᠦᠷᠭᠡᠬᠦ bbox=[1049, 855, 1063, 1365]
text-column: ᠰᠤᠷᠭᠠᠨ ᠬᠥᠮᠦᠵᠢᠯ ᠢ ᠳᠡᠭᠡᠭᠰᠢᠯᠡᠭᠦᠯᠵᠦ ᠰᠤᠶᠤᠯ ᠤᠨ ᠥᠪ ᠢ ᠤᠯᠠᠮᠵᠢᠯᠠᠨ ᠬᠥᠭᠵᠢᠭᠦᠯᠬᠦ ᠃ ᠡᠳ᠋ ᠦᠨ ᠵᠠᠰᠠᠭ ᠤᠨ ᠪᠠᠶᠢᠭᠤᠯᠤᠯᠲᠠ bbox=[410, 240, 423, 756]
text-column: ᠰᠤᠷᠭᠠᠨ ᠬᠥᠮᠦᠵᠢᠯ ᠢ ᠳᠡᠭᠡᠭᠰᠢᠯᠡᠭᠦᠯᠵᠦ ᠰᠤᠶᠤᠯ ᠤᠨ ᠥᠪ ᠢ ᠤᠯᠠᠮᠵᠢᠯᠠᠨ ᠬᠥᠭᠵᠢᠭᠦᠯᠬᠦ ᠃ ᠡᠳ᠋ ᠦᠨ ᠵᠠᠰᠠᠭ ᠤᠨ ᠪᠠᠶᠢᠭᠤᠯᠤᠯᠲᠠ bbox=[410, 891, 423, 1407]
text-column: ᠨᠡᠶᠢᠭᠡᠮ ᠦᠨ ᠠᠮᠤᠷ ᠲᠦᠪᠰᠢᠨ ᠢ ᠰᠠᠬᠢᠨ ᠪᠡᠬᠡᠵᠢᠭᠦᠯᠬᠦ ᠃ ᠪᠠᠶᠢᠭᠠᠯᠢ ᠣᠷᠴᠢᠨ ᠲᠣᠭᠣᠷᠢᠨ ᠢ ᠬᠠᠮᠠᠭᠠᠯᠠᠨ ᠨᠣᠭᠣᠭᠠᠷᠢᠭᠤᠯᠬᠤ bbox=[705, 240, 718, 724]
page-number-left: 42 bbox=[93, 1528, 115, 1546]
text-column: ᠰᠢᠨ᠎ᠡ ᠴᠠᠭ ᠦᠶ᠎ᠡ ᠶᠢᠨ ᠳᠤᠮᠳᠠᠳᠤ ᠤᠯᠤᠰ ᠤᠨ ᠣᠨᠴᠠᠯᠢᠭ ᠲᠠᠢ ᠰᠣᠰᠢᠶᠠᠯᠢᠰᠲ ᠰᠡᠳᠬᠢᠯᠭᠡ ᠶᠢᠨ ᠬᠥᠭᠵᠢᠯ ᠢ ᠲᠡᠭᠦᠰ ᠤᠢᠯᠠᠳᠬᠠᠬᠤ ᠶᠢ ᠰᠢᠬᠠᠳᠠᠨ ᠬᠥᠲᠥᠯᠦᠨ᠎ᠡ bbox=[1999, 855, 2013, 1495]
text-column: ᠠᠷᠠᠳ ᠤᠨ ᠡᠵᠡᠨ ᠰᠠᠭᠤᠬᠤ ᠶᠢ ᠪᠠᠲᠤᠯᠠᠬᠤ ᠨᠢ ᠦᠨᠳᠦᠰᠦᠨ ᠵᠠᠷᠴᠢᠮ ᠪᠣᠯᠤᠨ᠎ᠠ ᠃ ᠬᠠᠮᠲᠤ ᠶᠢᠨ ᠪᠠᠶᠠᠯᠢᠭ ᠢ ᠪᠡᠶ᠎ᠡ ᠳᠦ ᠬᠦᠷᠭᠡᠬᠦ bbox=[1973, 855, 1986, 1365]
text-column: ᠰᠢᠨ᠎ᠡ ᠴᠠᠭ ᠦᠶ᠎ᠡ ᠶᠢᠨ ᠳᠤᠮᠳᠠᠳᠤ ᠤᠯᠤᠰ ᠤᠨ ᠣᠨᠴᠠᠯᠢᠭ ᠲᠠᠢ ᠰᠣᠰᠢᠶᠠᠯᠢᠰᠲ ᠰᠡᠳᠬᠢᠯᠭᠡ ᠶᠢᠨ ᠬᠥᠭᠵᠢᠯ ᠢ ᠲᠡᠭᠦᠰ ᠤᠢᠯᠠᠳᠬᠠᠬᠤ ᠶᠢ ᠰᠢᠬᠠᠳᠠᠨ ᠬᠥᠲᠥᠯᠦᠨ᠎ᠡ bbox=[483, 240, 497, 880]
text-column: ᠨᠠᠮ ᠤᠨ ᠤᠳᠤᠷᠢᠳᠤᠯᠭ᠎ᠠ ᠶᠢ ᠪᠠᠲᠤᠯᠠᠨ ᠪᠡᠬᠡᠵᠢᠬᠦ ᠃ ᠬᠠᠤᠯᠢ ᠶᠢᠨ ᠵᠠᠰᠠᠭ ᠤᠨ ᠳᠦᠷᠢᠮ ᠢ ᠪᠦᠷᠢᠨ ᠦᠷ᠎ᠡ ᠳᠦᠩ ᠲᠡᠢ ᠬᠡᠷᠡᠭᠵᠢᠭᠦᠯᠬᠦ bbox=[1600, 189, 1613, 715]
text-column: ᠨᠠᠮ ᠤᠨ ᠤᠳᠤᠷᠢᠳᠤᠯᠭ᠎ᠠ ᠶᠢ ᠪᠠᠲᠤᠯᠠᠨ ᠪᠡᠬᠡᠵᠢᠬᠦ ᠃ ᠬᠠᠤᠯᠢ ᠶᠢᠨ ᠵᠠᠰᠠᠭ ᠤᠨ ᠳᠦᠷᠢᠮ ᠢ ᠪᠦᠷᠢᠨ ᠦᠷ᠎ᠡ ᠳᠦᠩ ᠲᠡᠢ ᠬᠡᠷᠡᠭᠵᠢᠭᠦᠯᠬᠦ bbox=[1480, 189, 1493, 715]
text-column: ᠨᠡᠶᠢᠭᠡᠮ ᠦᠨ ᠠᠮᠤᠷ ᠲᠦᠪᠰᠢᠨ ᠢ ᠰᠠᠬᠢᠨ ᠪᠡᠬᠡᠵᠢᠭᠦᠯᠬᠦ ᠃ ᠪᠠᠶᠢᠭᠠᠯᠢ ᠣᠷᠴᠢᠨ ᠲᠣᠭᠣᠷᠢᠨ ᠢ ᠬᠠᠮᠠᠭᠠᠯᠠᠨ ᠨᠣᠭᠣᠭᠠᠷᠢᠭᠤᠯᠬᠤ bbox=[385, 855, 399, 1338]
text-column: ᠠᠷᠠᠳ ᠤᠨ ᠡᠵᠡᠨ ᠰᠠᠭᠤᠬᠤ ᠶᠢ ᠪᠠᠲᠤᠯᠠᠬᠤ ᠨᠢ ᠦᠨᠳᠦᠰᠦᠨ ᠵᠠᠷᠴᠢᠮ ᠪᠣᠯᠤᠨ᠎ᠠ ᠃ ᠬᠠᠮᠲᠤ ᠶᠢᠨ ᠪᠠᠶᠠᠯᠢᠭ ᠢ ᠪᠡᠶ᠎ᠡ ᠳᠦ ᠬᠦᠷᠭᠡᠬᠦ bbox=[2080, 189, 2093, 698]
text-column: ᠰᠢᠨ᠎ᠡ ᠴᠠᠭ ᠦᠶ᠎ᠡ ᠶᠢᠨ ᠳᠤᠮᠳᠠᠳᠤ ᠤᠯᠤᠰ ᠤᠨ ᠣᠨᠴᠠᠯᠢᠭ ᠲᠠᠢ ᠰᠣᠰᠢᠶᠠᠯᠢᠰᠲ ᠰᠡᠳᠬᠢᠯᠭᠡ ᠶᠢᠨ ᠬᠥᠭᠵᠢᠯ ᠢ ᠲᠡᠭᠦᠰ ᠤᠢᠯᠠᠳᠬᠠᠬᠤ ᠶᠢ ᠰᠢᠬᠠᠳᠠᠨ ᠬᠥᠲᠥᠯᠦᠨ᠎ᠡ bbox=[483, 855, 497, 1495]
text-column: ᠬᠠᠷᠢᠭᠤᠴᠠᠯᠭ᠎ᠠ ᠲᠠᠢ ᠵᠠᠰᠠᠭ ᠤᠨ ᠭᠠᠵᠠᠷ ᠢ ᠪᠠᠶᠢᠭᠤᠯᠬᠤ ᠶᠢᠨ ᠲᠥᠯᠥᠭᠡ ᠬᠦᠴᠦ ᠴᠢᠷᠠᠢ ᠪᠡᠨ ᠳᠠᠪᠬᠤᠴᠠᠭᠤᠯᠤᠨ ᠣᠷᠤᠯᠴᠠᠨ᠎ᠠ ᠃ bbox=[1710, 855, 1723, 1358]
text-column: ᠨᠡᠶᠢᠭᠡᠮ ᠦᠨ ᠠᠮᠤᠷ ᠲᠦᠪᠰᠢᠨ ᠢ ᠰᠠᠬᠢᠨ ᠪᠡᠬᠡᠵᠢᠭᠦᠯᠬᠦ ᠃ ᠪᠠᠶᠢᠭᠠᠯᠢ ᠣᠷᠴᠢᠨ ᠲᠣᠭᠣᠷᠢᠨ ᠢ ᠬᠠᠮᠠᠭᠠᠯᠠᠨ ᠨᠣᠭᠣᠭᠠᠷᠢᠭᠤᠯᠬᠤ bbox=[1888, 189, 1901, 672]
text-column: ᠠᠷᠠᠳ ᠤᠨ ᠡᠵᠡᠨ ᠰᠠᠭᠤᠬᠤ ᠶᠢ ᠪᠠᠲᠤᠯᠠᠬᠤ ᠨᠢ ᠦᠨᠳᠦᠰᠦᠨ ᠵᠠᠷᠴᠢᠮ ᠪᠣᠯᠤᠨ᠎ᠠ ᠃ ᠬᠠᠮᠲᠤ ᠶᠢᠨ ᠪᠠᠶᠠᠯᠢᠭ ᠢ ᠪᠡᠶ᠎ᠡ ᠳᠦ ᠬᠦᠷᠭᠡᠬᠦ bbox=[754, 891, 767, 1401]
text-column: ᠰᠢᠨ᠎ᠡ ᠴᠠᠭ ᠦᠶ᠎ᠡ ᠶᠢᠨ ᠳᠤᠮᠳᠠᠳᠤ ᠤᠯᠤᠰ ᠤᠨ ᠣᠨᠴᠠᠯᠢᠭ ᠲᠠᠢ ᠰᠣᠰᠢᠶᠠᠯᠢᠰᠲ ᠰᠡᠳᠬᠢᠯᠭᠡ ᠶᠢᠨ ᠬᠥᠭᠵᠢᠯ ᠢ ᠲᠡᠭᠦᠰ ᠤᠢᠯᠠᠳᠬᠠᠬᠤ ᠶᠢ ᠰᠢᠬᠠᠳᠠᠨ ᠬᠥᠲᠥᠯᠦᠨ᠎ᠡ bbox=[1842, 891, 1855, 1531]
text-column: ᠰᠢᠨ᠎ᠡ ᠴᠠᠭ ᠦᠶ᠎ᠡ ᠶᠢᠨ ᠳᠤᠮᠳᠠᠳᠤ ᠤᠯᠤᠰ ᠤᠨ ᠣᠨᠴᠠᠯᠢᠭ ᠲᠠᠢ ᠰᠣᠰᠢᠶᠠᠯᠢᠰᠲ ᠰᠡᠳᠬᠢᠯᠭᠡ ᠶᠢᠨ ᠬᠥᠭᠵᠢᠯ ᠢ ᠲᠡᠭᠦᠰ ᠤᠢᠯᠠᠳᠬᠠᠬᠤ ᠶᠢ ᠰᠢᠬᠠᠳᠠᠨ ᠬᠥᠲᠥᠯᠦᠨ᠎ᠡ bbox=[631, 855, 645, 1495]
text-column: ᠰᠤᠷᠭᠠᠨ ᠬᠥᠮᠦᠵᠢᠯ ᠢ ᠳᠡᠭᠡᠭᠰᠢᠯᠡᠭᠦᠯᠵᠦ ᠰᠤᠶᠤᠯ ᠤᠨ ᠥᠪ ᠢ ᠤᠯᠠᠮᠵᠢᠯᠠᠨ ᠬᠥᠭᠵᠢᠭᠦᠯᠬᠦ ᠃ ᠡᠳ᠋ ᠦᠨ ᠵᠠᠰᠠᠭ ᠤᠨ ᠪᠠᠶᠢᠭᠤᠯᠤᠯᠲᠠ bbox=[115, 240, 128, 756]
text-column: ᠨᠠᠮ ᠤᠨ ᠤᠳᠤᠷᠢᠳᠤᠯᠭ᠎ᠠ ᠶᠢ ᠪᠠᠲᠤᠯᠠᠨ ᠪᠡᠬᠡᠵᠢᠬᠦ ᠃ ᠬᠠᠤᠯᠢ ᠶᠢᠨ ᠵᠠᠰᠠᠭ ᠤᠨ ᠳᠦᠷᠢᠮ ᠢ ᠪᠦᠷᠢᠨ ᠦᠷ᠎ᠡ ᠳᠦᠩ ᠲᠡᠢ ᠬᠡᠷᠡᠭᠵᠢᠭᠦᠯᠬᠦ bbox=[1448, 891, 1461, 1418]
text-column: ᠨᠠᠮ ᠤᠨ ᠤᠳᠤᠷᠢᠳᠤᠯᠭ᠎ᠠ ᠶᠢ ᠪᠠᠲᠤᠯᠠᠨ ᠪᠡᠬᠡᠵᠢᠬᠦ ᠃ ᠬᠠᠤᠯᠢ ᠶᠢᠨ ᠵᠠᠰᠠᠭ ᠤᠨ ᠳᠦᠷᠢᠮ ᠢ ᠪᠦᠷᠢᠨ ᠦᠷ᠎ᠡ ᠳᠦᠩ ᠲᠡᠢ ᠬᠡᠷᠡᠭᠵᠢᠭᠦᠯᠬᠦ bbox=[1025, 855, 1038, 1381]
text-column: ᠨᠡᠶᠢᠭᠡᠮ ᠦᠨ ᠠᠮᠤᠷ ᠲᠦᠪᠰᠢᠨ ᠢ ᠰᠠᠬᠢᠨ ᠪᠡᠬᠡᠵᠢᠭᠦᠯᠬᠦ ᠃ ᠪᠠᠶᠢᠭᠠᠯᠢ ᠣᠷᠴᠢᠨ ᠲᠣᠭᠣᠷᠢᠨ ᠢ ᠬᠠᠮᠠᠭᠠᠯᠠᠨ ᠨᠣᠭᠣᠭᠠᠷᠢᠭᠤᠯᠬᠤ bbox=[976, 855, 989, 1338]
text-column: ᠬᠠᠷᠢᠭᠤᠴᠠᠯᠭ᠎ᠠ ᠲᠠᠢ ᠵᠠᠰᠠᠭ ᠤᠨ ᠭᠠᠵᠠᠷ ᠢ ᠪᠠᠶᠢᠭᠤᠯᠬᠤ ᠶᠢᠨ ᠲᠥᠯᠥᠭᠡ ᠬᠦᠴᠦ ᠴᠢᠷᠠᠢ ᠪᠡᠨ ᠳᠠᠪᠬᠤᠴᠠᠭᠤᠯᠤᠨ ᠣᠷᠤᠯᠴᠠᠨ᠎ᠠ ᠃ bbox=[1984, 189, 1997, 691]
text-column: ᠨᠠᠮ ᠤᠨ ᠤᠳᠤᠷᠢᠳᠤᠯᠭ᠎ᠠ ᠶᠢ ᠪᠠᠲᠤᠯᠠᠨ ᠪᠡᠬᠡᠵᠢᠬᠦ ᠃ ᠬᠠᠤᠯᠢ ᠶᠢᠨ ᠵᠠᠰᠠᠭ ᠤᠨ ᠳᠦᠷᠢᠮ ᠢ ᠪᠦᠷᠢᠨ ᠦᠷ᠎ᠡ ᠳᠦᠩ ᠲᠡᠢ ᠬᠡᠷᠡᠭᠵᠢᠭᠦᠯᠬᠦ bbox=[557, 240, 571, 767]
text-column: ᠬᠠᠷᠢᠭᠤᠴᠠᠯᠭ᠎ᠠ ᠲᠠᠢ ᠵᠠᠰᠠᠭ ᠤᠨ ᠭᠠᠵᠠᠷ ᠢ ᠪᠠᠶᠢᠭᠤᠯᠬᠤ ᠶᠢᠨ ᠲᠥᠯᠥᠭᠡ ᠬᠦᠴᠦ ᠴᠢᠷᠠᠢ ᠪᠡᠨ ᠳᠠᠪᠬᠤᠴᠠᠭᠤᠯᠤᠨ ᠣᠷᠤᠯᠴᠠᠨ᠎ᠠ ᠃ bbox=[1264, 189, 1277, 691]
text-column: ᠰᠢᠨ᠎ᠡ ᠴᠠᠭ ᠦᠶ᠎ᠡ ᠶᠢᠨ ᠳᠤᠮᠳᠠᠳᠤ ᠤᠯᠤᠰ ᠤᠨ ᠣᠨᠴᠠᠯᠢᠭ ᠲᠠᠢ ᠰᠣᠰᠢᠶᠠᠯᠢᠰᠲ ᠰᠡᠳᠬᠢᠯᠭᠡ ᠶᠢᠨ ᠬᠥᠭᠵᠢᠯ ᠢ ᠲᠡᠭᠦᠰ ᠤᠢᠯᠠᠳᠬᠠᠬᠤ ᠶᠢ ᠰᠢᠬᠠᠳᠠᠨ ᠬᠥᠲᠥᠯᠦᠨ᠎ᠡ bbox=[779, 855, 792, 1495]
right-page-text-block-top bbox=[1260, 189, 2117, 829]
left-page-text-block-top bbox=[111, 240, 1087, 916]
text-column: ᠬᠠᠷᠢᠭᠤᠴᠠᠯᠭ᠎ᠠ ᠲᠠᠢ ᠵᠠᠰᠠᠭ ᠤᠨ ᠭᠠᠵᠠᠷ ᠢ ᠪᠠᠶᠢᠭᠤᠯᠬᠤ ᠶᠢᠨ ᠲᠥᠯᠥᠭᠡ ᠬᠦᠴᠦ ᠴᠢᠷᠠᠢ ᠪᠡᠨ ᠳᠠᠪᠬᠤᠴᠠᠭᠤᠯᠤᠨ ᠣᠷᠤᠯᠴᠠᠨ᠎ᠠ ᠃ bbox=[656, 240, 669, 743]
text-column: ᠰᠢᠨ᠎ᠡ ᠴᠠᠭ ᠦᠶ᠎ᠡ ᠶᠢᠨ ᠳᠤᠮᠳᠠᠳᠤ ᠤᠯᠤᠰ ᠤᠨ ᠣᠨᠴᠠᠯᠢᠭ ᠲᠠᠢ ᠰᠣᠰᠢᠶᠠᠯᠢᠰᠲ ᠰᠡᠳᠬᠢᠯᠭᠡ ᠶᠢᠨ ᠬᠥᠭᠵᠢᠯ ᠢ ᠲᠡᠭᠦᠰ ᠤᠢᠯᠠᠳᠬᠠᠬᠤ ᠶᠢ ᠰᠢᠬᠠᠳᠠᠨ ᠬᠥᠲᠥᠯᠦᠨ᠎ᠡ bbox=[927, 855, 940, 1495]
text-column: ᠨᠡᠶᠢᠭᠡᠮ ᠦᠨ ᠠᠮᠤᠷ ᠲᠦᠪᠰᠢᠨ ᠢ ᠰᠠᠬᠢᠨ ᠪᠡᠬᠡᠵᠢᠭᠦᠯᠬᠦ ᠃ ᠪᠠᠶᠢᠭᠠᠯᠢ ᠣᠷᠴᠢᠨ ᠲᠣᠭᠣᠷᠢᠨ ᠢ ᠬᠠᠮᠠᠭᠠᠯᠠᠨ ᠨᠣᠭᠣᠭᠠᠷᠢᠭᠤᠯᠬᠤ bbox=[582, 240, 595, 724]
text-column: ᠨᠠᠮ ᠤᠨ ᠤᠳᠤᠷᠢᠳᠤᠯᠭ᠎ᠠ ᠶᠢ ᠪᠠᠲᠤᠯᠠᠨ ᠪᠡᠬᠡᠵᠢᠬᠦ ᠃ ᠬᠠᠤᠯᠢ ᠶᠢᠨ ᠵᠠᠰᠠᠭ ᠤᠨ ᠳᠦᠷᠢᠮ ᠢ ᠪᠦᠷᠢᠨ ᠦᠷ᠎ᠡ ᠳᠦᠩ ᠲᠡᠢ ᠬᠡᠷᠡᠭᠵᠢᠭᠦᠯᠬᠦ bbox=[2056, 189, 2069, 715]
text-column: ᠨᠠᠮ ᠤᠨ ᠤᠳᠤᠷᠢᠳᠤᠯᠭ᠎ᠠ ᠶᠢ ᠪᠠᠲᠤᠯᠠᠨ ᠪᠡᠬᠡᠵᠢᠬᠦ ᠃ ᠬᠠᠤᠯᠢ ᠶᠢᠨ ᠵᠠᠰᠠᠭ ᠤᠨ ᠳᠦᠷᠢᠮ ᠢ ᠪᠦᠷᠢᠨ ᠦᠷ᠎ᠡ ᠳᠦᠩ ᠲᠡᠢ ᠬᠡᠷᠡᠭᠵᠢᠭᠦᠯᠬᠦ bbox=[1946, 855, 1960, 1381]
text-column: ᠰᠤᠷᠭᠠᠨ ᠬᠥᠮᠦᠵᠢᠯ ᠢ ᠳᠡᠭᠡᠭᠰᠢᠯᠡᠭᠦᠯᠵᠦ ᠰᠤᠶᠤᠯ ᠤᠨ ᠥᠪ ᠢ ᠤᠯᠠᠮᠵᠢᠯᠠᠨ ᠬᠥᠭᠵᠢᠭᠦᠯᠬᠦ ᠃ ᠡᠳ᠋ ᠦᠨ ᠵᠠᠰᠠᠭ ᠤᠨ ᠪᠠᠶᠢᠭᠤᠯᠤᠯᠲᠠ bbox=[262, 240, 275, 756]
text-column: ᠠᠷᠠᠳ ᠤᠨ ᠡᠵᠡᠨ ᠰᠠᠭᠤᠬᠤ ᠶᠢ ᠪᠠᠲᠤᠯᠠᠬᠤ ᠨᠢ ᠦᠨᠳᠦᠰᠦᠨ ᠵᠠᠷᠴᠢᠮ ᠪᠣᠯᠤᠨ᠎ᠠ ᠃ ᠬᠠᠮᠲᠤ ᠶᠢᠨ ᠪᠠᠶᠠᠯᠢᠭ ᠢ ᠪᠡᠶ᠎ᠡ ᠳᠦ ᠬᠦᠷᠭᠡᠬᠦ bbox=[606, 855, 620, 1365]
text-column: ᠨᠡᠶᠢᠭᠡᠮ ᠦᠨ ᠠᠮᠤᠷ ᠲᠦᠪᠰᠢᠨ ᠢ ᠰᠠᠬᠢᠨ ᠪᠡᠬᠡᠵᠢᠭᠦᠯᠬᠦ ᠃ ᠪᠠᠶᠢᠭᠠᠯᠢ ᠣᠷᠴᠢᠨ ᠲᠣᠭᠣᠷᠢᠨ ᠢ ᠬᠠᠮᠠᠭᠠᠯᠠᠨ ᠨᠣᠭᠣᠭᠠᠷᠢᠭᠤᠯᠬᠤ bbox=[385, 240, 399, 724]
text-column: ᠰᠢᠨ᠎ᠡ ᠴᠠᠭ ᠦᠶ᠎ᠡ ᠶᠢᠨ ᠳᠤᠮᠳᠠᠳᠤ ᠤᠯᠤᠰ ᠤᠨ ᠣᠨᠴᠠᠯᠢᠭ ᠲᠠᠢ ᠰᠣᠰᠢᠶᠠᠯᠢᠰᠲ ᠰᠡᠳᠬᠢᠯᠭᠡ ᠶᠢᠨ ᠬᠥᠭᠵᠢᠯ ᠢ ᠲᠡᠭᠦᠰ ᠤᠢᠯᠠᠳᠬᠠᠬᠤ ᠶᠢ ᠰᠢᠬᠠᠳᠠᠨ ᠬᠥᠲᠥᠯᠦᠨ᠎ᠡ bbox=[927, 240, 940, 880]
issue-date: 2024.08 bbox=[2138, 87, 2194, 102]
text-column: ᠠᠷᠠᠳ ᠤᠨ ᠡᠵᠡᠨ ᠰᠠᠭᠤᠬᠤ ᠶᠢ ᠪᠠᠲᠤᠯᠠᠬᠤ ᠨᠢ ᠦᠨᠳᠦᠰᠦᠨ ᠵᠠᠷᠴᠢᠮ ᠪᠣᠯᠤᠨ᠎ᠠ ᠃ ᠬᠠᠮᠲᠤ ᠶᠢᠨ ᠪᠠᠶᠠᠯᠢᠭ ᠢ ᠪᠡᠶ᠎ᠡ ᠳᠦ ᠬᠦᠷᠭᠡᠬᠦ bbox=[1648, 189, 1661, 698]
text-column: ᠠᠷᠠᠳ ᠤᠨ ᠡᠵᠡᠨ ᠰᠠᠭᠤᠬᠤ ᠶᠢ ᠪᠠᠲᠤᠯᠠᠬᠤ ᠨᠢ ᠦᠨᠳᠦᠰᠦᠨ ᠵᠠᠷᠴᠢᠮ ᠪᠣᠯᠤᠨ᠎ᠠ ᠃ ᠬᠠᠮᠲᠤ ᠶᠢᠨ ᠪᠠᠶᠠᠯᠢᠭ ᠢ ᠪᠡᠶ᠎ᠡ ᠳᠦ ᠬᠦᠷᠭᠡᠬᠦ bbox=[1049, 240, 1063, 750]
text-column: ᠰᠢᠨ᠎ᠡ ᠴᠠᠭ ᠦᠶ᠎ᠡ ᠶᠢᠨ ᠳᠤᠮᠳᠠᠳᠤ ᠤᠯᠤᠰ ᠤᠨ ᠣᠨᠴᠠᠯᠢᠭ ᠲᠠᠢ ᠰᠣᠰᠢᠶᠠᠯᠢᠰᠲ ᠰᠡᠳᠬᠢᠯᠭᠡ ᠶᠢᠨ ᠬᠥᠭᠵᠢᠯ ᠢ ᠲᠡᠭᠦᠰ ᠤᠢᠯᠠᠳᠬᠠᠬᠤ ᠶᠢ ᠰᠢᠬᠠᠳᠠᠨ ᠬᠥᠲᠥᠯᠦᠨ᠎ᠡ bbox=[779, 240, 792, 880]
text-column: ᠨᠡᠶᠢᠭᠡᠮ ᠦᠨ ᠠᠮᠤᠷ ᠲᠦᠪᠰᠢᠨ ᠢ ᠰᠠᠬᠢᠨ ᠪᠡᠬᠡᠵᠢᠭᠦᠯᠬᠦ ᠃ ᠪᠠᠶᠢᠭᠠᠯᠢ ᠣᠷᠴᠢᠨ ᠲᠣᠭᠣᠷᠢᠨ ᠢ ᠬᠠᠮᠠᠭᠠᠯᠠᠨ ᠨᠣᠭᠣᠭᠠᠷᠢᠭᠤᠯᠬᠤ bbox=[1624, 189, 1637, 672]
text-column: ᠰᠢᠨ᠎ᠡ ᠴᠠᠭ ᠦᠶ᠎ᠡ ᠶᠢᠨ ᠳᠤᠮᠳᠠᠳᠤ ᠤᠯᠤᠰ ᠤᠨ ᠣᠨᠴᠠᠯᠢᠭ ᠲᠠᠢ ᠰᠣᠰᠢᠶᠠᠯᠢᠰᠲ ᠰᠡᠳᠬᠢᠯᠭᠡ ᠶᠢᠨ ᠬᠥᠭᠵᠢᠯ ᠢ ᠲᠡᠭᠦᠰ ᠤᠢᠯᠠᠳᠬᠠᠬᠤ ᠶᠢ ᠰᠢᠬᠠᠳᠠᠨ ᠬᠥᠲᠥᠯᠦᠨ᠎ᠡ bbox=[336, 855, 349, 1495]
text-column: ᠰᠤᠷᠭᠠᠨ ᠬᠥᠮᠦᠵᠢᠯ ᠢ ᠳᠡᠭᠡᠭᠰᠢᠯᠡᠭᠦᠯᠵᠦ ᠰᠤᠶᠤᠯ ᠤᠨ ᠥᠪ ᠢ ᠤᠯᠠᠮᠵᠢᠯᠠᠨ ᠬᠥᠭᠵᠢᠭᠦᠯᠬᠦ ᠃ ᠡᠳ᠋ ᠦᠨ ᠵᠠᠰᠠᠭ ᠤᠨ ᠪᠠᠶᠢᠭᠤᠯᠤᠯᠲᠠ bbox=[1720, 189, 1733, 704]
text-column: ᠰᠤᠷᠭᠠᠨ ᠬᠥᠮᠦᠵᠢᠯ ᠢ ᠳᠡᠭᠡᠭᠰᠢᠯᠡᠭᠦᠯᠵᠦ ᠰᠤᠶᠤᠯ ᠤᠨ ᠥᠪ ᠢ ᠤᠯᠠᠮᠵᠢᠯᠠᠨ ᠬᠥᠭᠵᠢᠭᠦᠯᠬᠦ ᠃ ᠡᠳ᠋ ᠦᠨ ᠵᠠᠰᠠᠭ ᠤᠨ ᠪᠠᠶᠢᠭᠤᠯᠤᠯᠲᠠ bbox=[828, 855, 841, 1371]
text-column: ᠬᠠᠷᠢᠭᠤᠴᠠᠯᠭ᠎ᠠ ᠲᠠᠢ ᠵᠠᠰᠠᠭ ᠤᠨ ᠭᠠᠵᠠᠷ ᠢ ᠪᠠᠶᠢᠭᠤᠯᠬᠤ ᠶᠢᠨ ᠲᠥᠯᠥᠭᠡ ᠬᠦᠴᠦ ᠴᠢᠷᠠᠢ ᠪᠡᠨ ᠳᠠᠪᠬᠤᠴᠠᠭᠤᠯᠤᠨ ᠣᠷᠤᠯᠴᠠᠨ᠎ᠠ ᠃ bbox=[213, 855, 226, 1358]
text-column: ᠨᠡᠶᠢᠭᠡᠮ ᠦᠨ ᠠᠮᠤᠷ ᠲᠦᠪᠰᠢᠨ ᠢ ᠰᠠᠬᠢᠨ ᠪᠡᠬᠡᠵᠢᠭᠦᠯᠬᠦ ᠃ ᠪᠠᠶᠢᠭᠠᠯᠢ ᠣᠷᠴᠢᠨ ᠲᠣᠭᠣᠷᠢᠨ ᠢ ᠬᠠᠮᠠᠭᠠᠯᠠᠨ ᠨᠣᠭᠣᠭᠠᠷᠢᠭᠤᠯᠬᠤ bbox=[1432, 189, 1445, 672]
text-column: ᠨᠡᠶᠢᠭᠡᠮ ᠦᠨ ᠠᠮᠤᠷ ᠲᠦᠪᠰᠢᠨ ᠢ ᠰᠠᠬᠢᠨ ᠪᠡᠬᠡᠵᠢᠭᠦᠯᠬᠦ ᠃ ᠪᠠᠶᠢᠭᠠᠯᠢ ᠣᠷᠴᠢᠨ ᠲᠣᠭᠣᠷᠢᠨ ᠢ ᠬᠠᠮᠠᠭᠠᠯᠠᠨ ᠨᠣᠭᠣᠭᠠᠷᠢᠭᠤᠯᠬᠤ bbox=[238, 276, 251, 760]
text-column: ᠰᠢᠨ᠎ᠡ ᠴᠠᠭ ᠦᠶ᠎ᠡ ᠶᠢᠨ ᠳᠤᠮᠳᠠᠳᠤ ᠤᠯᠤᠰ ᠤᠨ ᠣᠨᠴᠠᠯᠢᠭ ᠲᠠᠢ ᠰᠣᠰᠢᠶᠠᠯᠢᠰᠲ ᠰᠡᠳᠬᠢᠯᠭᠡ ᠶᠢᠨ ᠬᠥᠭᠵᠢᠯ ᠢ ᠲᠡᠭᠦᠰ ᠤᠢᠯᠠᠳᠬᠠᠬᠤ ᠶᠢ ᠰᠢᠬᠠᠳᠠᠨ ᠬᠥᠲᠥᠯᠦᠨ᠎ᠡ bbox=[188, 855, 201, 1495]
text-column: ᠬᠠᠷᠢᠭᠤᠴᠠᠯᠭ᠎ᠠ ᠲᠠᠢ ᠵᠠᠰᠠᠭ ᠤᠨ ᠭᠠᠵᠠᠷ ᠢ ᠪᠠᠶᠢᠭᠤᠯᠬᠤ ᠶᠢᠨ ᠲᠥᠯᠥᠭᠡ ᠬᠦᠴᠦ ᠴᠢᠷᠠᠢ ᠪᠡᠨ ᠳᠠᠪᠬᠤᠴᠠᠭᠤᠯᠤᠨ ᠣᠷᠤᠯᠴᠠᠨ᠎ᠠ ᠃ bbox=[951, 891, 964, 1394]
text-column: ᠬᠠᠷᠢᠭᠤᠴᠠᠯᠭ᠎ᠠ ᠲᠠᠢ ᠵᠠᠰᠠᠭ ᠤᠨ ᠭᠠᠵᠠᠷ ᠢ ᠪᠠᠶᠢᠭᠤᠯᠬᠤ ᠶᠢᠨ ᠲᠥᠯᠥᠭᠡ ᠬᠦᠴᠦ ᠴᠢᠷᠠᠢ ᠪᠡᠨ ᠳᠠᠪᠬᠤᠴᠠᠭᠤᠯᠤᠨ ᠣᠷᠤᠯᠴᠠᠨ᠎ᠠ ᠃ bbox=[508, 240, 522, 743]
text-column: ᠠᠷᠠᠳ ᠤᠨ ᠡᠵᠡᠨ ᠰᠠᠭᠤᠬᠤ ᠶᠢ ᠪᠠᠲᠤᠯᠠᠬᠤ ᠨᠢ ᠦᠨᠳᠦᠰᠦᠨ ᠵᠠᠷᠴᠢᠮ ᠪᠣᠯᠤᠨ᠎ᠠ ᠃ ᠬᠠᠮᠲᠤ ᠶᠢᠨ ᠪᠠᠶᠠᠯᠢᠭ ᠢ ᠪᠡᠶ᠎ᠡ ᠳᠦ ᠬᠦᠷᠭᠡᠬᠦ bbox=[1658, 891, 1671, 1401]
text-column: ᠰᠢᠨ᠎ᠡ ᠴᠠᠭ ᠦᠶ᠎ᠡ ᠶᠢᠨ ᠳᠤᠮᠳᠠᠳᠤ ᠤᠯᠤᠰ ᠤᠨ ᠣᠨᠴᠠᠯᠢᠭ ᠲᠠᠢ ᠰᠣᠰᠢᠶᠠᠯᠢᠰᠲ ᠰᠡᠳᠬᠢᠯᠭᠡ ᠶᠢᠨ ᠬᠥᠭᠵᠢᠯ ᠢ ᠲᠡᠭᠦᠰ ᠤᠢᠯᠠᠳᠬᠠᠬᠤ ᠶᠢ ᠰᠢᠬᠠᠳᠠᠨ ᠬᠥᠲᠥᠯᠦᠨ᠎ᠡ bbox=[1816, 189, 1829, 829]
right-page-text-block-bottom bbox=[1260, 855, 2113, 1531]
text-column: ᠬᠠᠷᠢᠭᠤᠴᠠᠯᠭ᠎ᠠ ᠲᠠᠢ ᠵᠠᠰᠠᠭ ᠤᠨ ᠭᠠᠵᠠᠷ ᠢ ᠪᠠᠶᠢᠭᠤᠯᠬᠤ ᠶᠢᠨ ᠲᠥᠯᠥᠭᠡ ᠬᠦᠴᠦ ᠴᠢᠷᠠᠢ ᠪᠡᠨ ᠳᠠᠪᠬᠤᠴᠠᠭᠤᠯᠤᠨ ᠣᠷᠤᠯᠴᠠᠨ᠎ᠠ ᠃ bbox=[360, 855, 374, 1358]
text-column: ᠨᠡᠶᠢᠭᠡᠮ ᠦᠨ ᠠᠮᠤᠷ ᠲᠦᠪᠰᠢᠨ ᠢ ᠰᠠᠬᠢᠨ ᠪᠡᠬᠡᠵᠢᠭᠦᠯᠬᠦ ᠃ ᠪᠠᠶᠢᠭᠠᠯᠢ ᠣᠷᠴᠢᠨ ᠲᠣᠭᠣᠷᠢᠨ ᠢ ᠬᠠᠮᠠᠭᠠᠯᠠᠨ ᠨᠣᠭᠣᠭᠠᠷᠢᠭᠤᠯᠬᠤ bbox=[238, 855, 251, 1338]
text-column: ᠠᠷᠠᠳ ᠤᠨ ᠡᠵᠡᠨ ᠰᠠᠭᠤᠬᠤ ᠶᠢ ᠪᠠᠲᠤᠯᠠᠬᠤ ᠨᠢ ᠦᠨᠳᠦᠰᠦᠨ ᠵᠠᠷᠴᠢᠮ ᠪᠣᠯᠤᠨ᠎ᠠ ᠃ ᠬᠠᠮᠲᠤ ᠶᠢᠨ ᠪᠠᠶᠠᠯᠢᠭ ᠢ ᠪᠡᠶ᠎ᠡ ᠳᠦ ᠬᠦᠷᠭᠡᠬᠦ bbox=[311, 855, 325, 1365]
text-column: ᠠᠷᠠᠳ ᠤᠨ ᠡᠵᠡᠨ ᠰᠠᠭᠤᠬᠤ ᠶᠢ ᠪᠠᠲᠤᠯᠠᠬᠤ ᠨᠢ ᠦᠨᠳᠦᠰᠦᠨ ᠵᠠᠷᠴᠢᠮ ᠪᠣᠯᠤᠨ᠎ᠠ ᠃ ᠬᠠᠮᠲᠤ ᠶᠢᠨ ᠪᠠᠶᠠᠯᠢᠭ ᠢ ᠪᠡᠶ᠎ᠡ ᠳᠦ ᠬᠦᠷᠭᠡᠬᠦ bbox=[459, 855, 472, 1365]
article-subtitle: ᠬᠠᠮᠲᠤ ᠪᠡᠷ ᠪᠠᠢᠭᠤᠯᠬᠤ ᠶᠠᠪᠤᠴᠠ ᠳᠤ ᠢᠳᠡᠪᠬᠢᠲᠡᠢ ᠣᠷᠤᠯᠴᠠᠬᠤ ᠪᠤᠯ bbox=[2048, 1041, 2061, 1314]
text-column: ᠠᠷᠠᠳ ᠤᠨ ᠡᠵᠡᠨ ᠰᠠᠭᠤᠬᠤ ᠶᠢ ᠪᠠᠲᠤᠯᠠᠬᠤ ᠨᠢ ᠦᠨᠳᠦᠰᠦᠨ ᠵᠠᠷᠴᠢᠮ ᠪᠣᠯᠤᠨ᠎ᠠ ᠃ ᠬᠠᠮᠲᠤ ᠶᠢᠨ ᠪᠠᠶᠠᠯᠢᠭ ᠢ ᠪᠡᠶ᠎ᠡ ᠳᠦ ᠬᠦᠷᠭᠡᠬᠦ bbox=[877, 240, 890, 750]
text-column: ᠰᠤᠷᠭᠠᠨ ᠬᠥᠮᠦᠵᠢᠯ ᠢ ᠳᠡᠭᠡᠭᠰᠢᠯᠡᠭᠦᠯᠵᠦ ᠰᠤᠶᠤᠯ ᠤᠨ ᠥᠪ ᠢ ᠤᠯᠠᠮᠵᠢᠯᠠᠨ ᠬᠥᠭᠵᠢᠭᠦᠯᠬᠦ ᠃ ᠡᠳ᠋ ᠦᠨ ᠵᠠᠰᠠᠭ ᠤᠨ ᠪᠠᠶᠢᠭᠤᠯᠤᠯᠲᠠ bbox=[532, 855, 546, 1371]
text-column: ᠨᠠᠮ ᠤᠨ ᠤᠳᠤᠷᠢᠳᠤᠯᠭ᠎ᠠ ᠶᠢ ᠪᠠᠲᠤᠯᠠᠨ ᠪᠡᠬᠡᠵᠢᠬᠦ ᠃ ᠬᠠᠤᠯᠢ ᠶᠢᠨ ᠵᠠᠰᠠᠭ ᠤᠨ ᠳᠦᠷᠢᠮ ᠢ ᠪᠦᠷᠢᠨ ᠦᠷ᠎ᠡ ᠳᠦᠩ ᠲᠡᠢ ᠬᠡᠷᠡᠭᠵᠢᠭᠦᠯᠬᠦ bbox=[1631, 855, 1645, 1381]
text-column: ᠨᠡᠶᠢᠭᠡᠮ ᠦᠨ ᠠᠮᠤᠷ ᠲᠦᠪᠰᠢᠨ ᠢ ᠰᠠᠬᠢᠨ ᠪᠡᠬᠡᠵᠢᠭᠦᠯᠬᠦ ᠃ ᠪᠠᠶᠢᠭᠠᠯᠢ ᠣᠷᠴᠢᠨ ᠲᠣᠭᠣᠷᠢᠨ ᠢ ᠬᠠᠮᠠᠭᠠᠯᠠᠨ ᠨᠣᠭᠣᠭᠠᠷᠢᠭᠤᠯᠬᠤ bbox=[976, 240, 989, 724]
text-column: ᠰᠤᠷᠭᠠᠨ ᠬᠥᠮᠦᠵᠢᠯ ᠢ ᠳᠡᠭᠡᠭᠰᠢᠯᠡᠭᠦᠯᠵᠦ ᠰᠤᠶᠤᠯ ᠤᠨ ᠥᠪ ᠢ ᠤᠯᠠᠮᠵᠢᠯᠠᠨ ᠬᠥᠭᠵᠢᠭᠦᠯᠬᠦ ᠃ ᠡᠳ᠋ ᠦᠨ ᠵᠠᠰᠠᠭ ᠤᠨ ᠪᠠᠶᠢᠭᠤᠯᠤᠯᠲᠠ bbox=[1290, 855, 1303, 1371]
text-column: ᠰᠤᠷᠭᠠᠨ ᠬᠥᠮᠦᠵᠢᠯ ᠢ ᠳᠡᠭᠡᠭᠰᠢᠯᠡᠭᠦᠯᠵᠦ ᠰᠤᠶᠤᠯ ᠤᠨ ᠥᠪ ᠢ ᠤᠯᠠᠮᠵᠢᠯᠠᠨ ᠬᠥᠭᠵᠢᠭᠦᠯᠬᠦ ᠃ ᠡᠳ᠋ ᠦᠨ ᠵᠠᠰᠠᠭ ᠤᠨ ᠪᠠᠶᠢᠭᠤᠯᠤᠯᠲᠠ bbox=[2032, 189, 2045, 704]
text-column: ᠠᠷᠠᠳ ᠤᠨ ᠡᠵᠡᠨ ᠰᠠᠭᠤᠬᠤ ᠶᠢ ᠪᠠᠲᠤᠯᠠᠬᠤ ᠨᠢ ᠦᠨᠳᠦᠰᠦᠨ ᠵᠠᠷᠴᠢᠮ ᠪᠣᠯᠤᠨ᠎ᠠ ᠃ ᠬᠠᠮᠲᠤ ᠶᠢᠨ ᠪᠠᠶᠠᠯᠢᠭ ᠢ ᠪᠡᠶ᠎ᠡ ᠳᠦ ᠬᠦᠷᠭᠡᠬᠦ bbox=[311, 240, 325, 750]
text-column: ᠨᠠᠮ ᠤᠨ ᠤᠳᠤᠷᠢᠳᠤᠯᠭ᠎ᠠ ᠶᠢ ᠪᠠᠲᠤᠯᠠᠨ ᠪᠡᠬᠡᠵᠢᠬᠦ ᠃ ᠬᠠᠤᠯᠢ ᠶᠢᠨ ᠵᠠᠰᠠᠭ ᠤᠨ ᠳᠦᠷᠢᠮ ᠢ ᠪᠦᠷᠢᠨ ᠦᠷ᠎ᠡ ᠳᠦᠩ ᠲᠡᠢ ᠬᠡᠷᠡᠭᠵᠢᠭᠦᠯᠬᠦ bbox=[434, 855, 448, 1381]
text-column: ᠰᠤᠷᠭᠠᠨ ᠬᠥᠮᠦᠵᠢᠯ ᠢ ᠳᠡᠭᠡᠭᠰᠢᠯᠡᠭᠦᠯᠵᠦ ᠰᠤᠶᠤᠯ ᠤᠨ ᠥᠪ ᠢ ᠤᠯᠠᠮᠵᠢᠯᠠᠨ ᠬᠥᠭᠵᠢᠭᠦᠯᠬᠦ ᠃ ᠡᠳ᠋ ᠦᠨ ᠵᠠᠰᠠᠭ ᠤᠨ ᠪᠠᠶᠢᠭᠤᠯᠤᠯᠲᠠ bbox=[1000, 855, 1014, 1371]
page-number-right: 43 bbox=[2225, 1528, 2247, 1546]
text-column: ᠰᠤᠷᠭᠠᠨ ᠬᠥᠮᠦᠵᠢᠯ ᠢ ᠳᠡᠭᠡᠭᠰᠢᠯᠡᠭᠦᠯᠵᠦ ᠰᠤᠶᠤᠯ ᠤᠨ ᠥᠪ ᠢ ᠤᠯᠠᠮᠵᠢᠯᠠᠨ ᠬᠥᠭᠵᠢᠭᠦᠯᠬᠦ ᠃ ᠡᠳ᠋ ᠦᠨ ᠵᠠᠰᠠᠭ ᠤᠨ ᠪᠠᠶᠢᠭᠤᠯᠤᠯᠲᠠ bbox=[680, 240, 694, 756]
text-column: ᠬᠠᠷᠢᠭᠤᠴᠠᠯᠭ᠎ᠠ ᠲᠠᠢ ᠵᠠᠰᠠᠭ ᠤᠨ ᠭᠠᠵᠠᠷ ᠢ ᠪᠠᠶᠢᠭᠤᠯᠬᠤ ᠶᠢᠨ ᠲᠥᠯᠥᠭᠡ ᠬᠦᠴᠦ ᠴᠢᠷᠠᠢ ᠪᠡᠨ ᠳᠠᠪᠬᠤᠴᠠᠭᠤᠯᠤᠨ ᠣᠷᠤᠯᠴᠠᠨ᠎ᠠ ᠃ bbox=[508, 855, 522, 1358]
text-column: ᠰᠤᠷᠭᠠᠨ ᠬᠥᠮᠦᠵᠢᠯ ᠢ ᠳᠡᠭᠡᠭᠰᠢᠯᠡᠭᠦᠯᠵᠦ ᠰᠤᠶᠤᠯ ᠤᠨ ᠥᠪ ᠢ ᠤᠯᠠᠮᠵᠢᠯᠠᠨ ᠬᠥᠭᠵᠢᠭᠦᠯᠬᠦ ᠃ ᠡᠳ᠋ ᠦᠨ ᠵᠠᠰᠠᠭ ᠤᠨ ᠪᠠᠶᠢᠭᠤᠯᠤᠯᠲᠠ bbox=[1312, 189, 1325, 704]
text-column: ᠨᠠᠮ ᠤᠨ ᠤᠳᠤᠷᠢᠳᠤᠯᠭ᠎ᠠ ᠶᠢ ᠪᠠᠲᠤᠯᠠᠨ ᠪᠡᠬᠡᠵᠢᠬᠦ ᠃ ᠬᠠᠤᠯᠢ ᠶᠢᠨ ᠵᠠᠰᠠᠭ ᠤᠨ ᠳᠦᠷᠢᠮ ᠢ ᠪᠦᠷᠢᠨ ᠦᠷ᠎ᠡ ᠳᠦᠩ ᠲᠡᠢ ᠬᠡᠷᠡᠭᠵᠢᠭᠦᠯᠬᠦ bbox=[730, 240, 743, 767]
text-column: ᠰᠢᠨ᠎ᠡ ᠴᠠᠭ ᠦᠶ᠎ᠡ ᠶᠢᠨ ᠳᠤᠮᠳᠠᠳᠤ ᠤᠯᠤᠰ ᠤᠨ ᠣᠨᠴᠠᠯᠢᠭ ᠲᠠᠢ ᠰᠣᠰᠢᠶᠠᠯᠢᠰᠲ ᠰᠡᠳᠬᠢᠯᠭᠡ ᠶᠢᠨ ᠬᠥᠭᠵᠢᠯ ᠢ ᠲᠡᠭᠦᠰ ᠤᠢᠯᠠᠳᠬᠠᠬᠤ ᠶᠢ ᠰᠢᠬᠠᠳᠠᠨ ᠬᠥᠲᠥᠯᠦᠨ᠎ᠡ bbox=[1074, 855, 1087, 1495]
text-column: ᠬᠠᠷᠢᠭᠤᠴᠠᠯᠭ᠎ᠠ ᠲᠠᠢ ᠵᠠᠰᠠᠭ ᠤᠨ ᠭᠠᠵᠠᠷ ᠢ ᠪᠠᠶᠢᠭᠤᠯᠬᠤ ᠶᠢᠨ ᠲᠥᠯᠥᠭᠡ ᠬᠦᠴᠦ ᠴᠢᠷᠠᠢ ᠪᠡᠨ ᠳᠠᠪᠬᠤᠴᠠᠭᠤᠯᠤᠨ ᠣᠷᠤᠯᠴᠠᠨ᠎ᠠ ᠃ bbox=[951, 240, 964, 743]
text-column: ᠰᠤᠷᠭᠠᠨ ᠬᠥᠮᠦᠵᠢᠯ ᠢ ᠳᠡᠭᠡᠭᠰᠢᠯᠡᠭᠦᠯᠵᠦ ᠰᠤᠶᠤᠯ ᠤᠨ ᠥᠪ ᠢ ᠤᠯᠠᠮᠵᠢᠯᠠᠨ ᠬᠥᠭᠵᠢᠭᠦᠯᠬᠦ ᠃ ᠡᠳ᠋ ᠦᠨ ᠵᠠᠰᠠᠭ ᠤᠨ ᠪᠠᠶᠢᠭᠤᠯᠤᠯᠲᠠ bbox=[1864, 225, 1877, 740]
text-column: ᠬᠠᠷᠢᠭᠤᠴᠠᠯᠭ᠎ᠠ ᠲᠠᠢ ᠵᠠᠰᠠᠭ ᠤᠨ ᠭᠠᠵᠠᠷ ᠢ ᠪᠠᠶᠢᠭᠤᠯᠬᠤ ᠶᠢᠨ ᠲᠥᠯᠥᠭᠡ ᠬᠦᠴᠦ ᠴᠢᠷᠠᠢ ᠪᠡᠨ ᠳᠠᠪᠬᠤᠴᠠᠭᠤᠯᠤᠨ ᠣᠷᠤᠯᠴᠠᠨ᠎ᠠ ᠃ bbox=[1840, 189, 1853, 691]
text-column: ᠨᠠᠮ ᠤᠨ ᠤᠳᠤᠷᠢᠳᠤᠯᠭ᠎ᠠ ᠶᠢ ᠪᠠᠲᠤᠯᠠᠨ ᠪᠡᠬᠡᠵᠢᠬᠦ ᠃ ᠬᠠᠤᠯᠢ ᠶᠢᠨ ᠵᠠᠰᠠᠭ ᠤᠨ ᠳᠦᠷᠢᠮ ᠢ ᠪᠦᠷᠢᠨ ᠦᠷ᠎ᠡ ᠳᠦᠩ ᠲᠡᠢ ᠬᠡᠷᠡᠭᠵᠢᠭᠦᠯᠬᠦ bbox=[730, 855, 743, 1381]
text-column: ᠨᠠᠮ ᠤᠨ ᠤᠳᠤᠷᠢᠳᠤᠯᠭ᠎ᠠ ᠶᠢ ᠪᠠᠲᠤᠯᠠᠨ ᠪᠡᠬᠡᠵᠢᠬᠦ ᠃ ᠬᠠᠤᠯᠢ ᠶᠢᠨ ᠵᠠᠰᠠᠭ ᠤᠨ ᠳᠦᠷᠢᠮ ᠢ ᠪᠦᠷᠢᠨ ᠦᠷ᠎ᠡ ᠳᠦᠩ ᠲᠡᠢ ᠬᠡᠷᠡᠭᠵᠢᠭᠦᠯᠬᠦ bbox=[1336, 225, 1349, 751]
text-column: ᠨᠡᠶᠢᠭᠡᠮ ᠦᠨ ᠠᠮᠤᠷ ᠲᠦᠪᠰᠢᠨ ᠢ ᠰᠠᠬᠢᠨ ᠪᠡᠬᠡᠵᠢᠭᠦᠯᠬᠦ ᠃ ᠪᠠᠶᠢᠭᠠᠯᠢ ᠣᠷᠴᠢᠨ ᠲᠣᠭᠣᠷᠢᠨ ᠢ ᠬᠠᠮᠠᠭᠠᠯᠠᠨ ᠨᠣᠭᠣᠭᠠᠷᠢᠭᠤᠯᠬᠤ bbox=[853, 855, 866, 1338]
text-column: ᠰᠤᠷᠭᠠᠨ ᠬᠥᠮᠦᠵᠢᠯ ᠢ ᠳᠡᠭᠡᠭᠰᠢᠯᠡᠭᠦᠯᠵᠦ ᠰᠤᠶᠤᠯ ᠤᠨ ᠥᠪ ᠢ ᠤᠯᠠᠮᠵᠢᠯᠠᠨ ᠬᠥᠭᠵᠢᠭᠦᠯᠬᠦ ᠃ ᠡᠳ᠋ ᠦᠨ ᠵᠠᠰᠠᠭ ᠤᠨ ᠪᠠᠶᠢᠭᠤᠯᠤᠯᠲᠠ bbox=[115, 855, 128, 1371]
text-column: ᠰᠢᠨ᠎ᠡ ᠴᠠᠭ ᠦᠶ᠎ᠡ ᠶᠢᠨ ᠳᠤᠮᠳᠠᠳᠤ ᠤᠯᠤᠰ ᠤᠨ ᠣᠨᠴᠠᠯᠢᠭ ᠲᠠᠢ ᠰᠣᠰᠢᠶᠠᠯᠢᠰᠲ ᠰᠡᠳᠬᠢᠯᠭᠡ ᠶᠢᠨ ᠬᠥᠭᠵᠢᠯ ᠢ ᠲᠡᠭᠦᠰ ᠤᠢᠯᠠᠳᠬᠠᠬᠤ ᠶᠢ ᠰᠢᠬᠠᠳᠠᠨ ᠬᠥᠲᠥᠯᠦᠨ᠎ᠡ bbox=[1528, 189, 1541, 829]
text-column: ᠬᠠᠷᠢᠭᠤᠴᠠᠯᠭ᠎ᠠ ᠲᠠᠢ ᠵᠠᠰᠠᠭ ᠤᠨ ᠭᠠᠵᠠᠷ ᠢ ᠪᠠᠶᠢᠭᠤᠯᠬᠤ ᠶᠢᠨ ᠲᠥᠯᠥᠭᠡ ᠬᠦᠴᠦ ᠴᠢᠷᠠᠢ ᠪᠡᠨ ᠳᠠᠪᠬᠤᠴᠠᠭᠤᠯᠤᠨ ᠣᠷᠤᠯᠴᠠᠨ᠎ᠠ ᠃ bbox=[1408, 189, 1421, 691]
text-column: ᠨᠡᠶᠢᠭᠡᠮ ᠦᠨ ᠠᠮᠤᠷ ᠲᠦᠪᠰᠢᠨ ᠢ ᠰᠠᠬᠢᠨ ᠪᠡᠬᠡᠵᠢᠭᠦᠯᠬᠦ ᠃ ᠪᠠᠶᠢᠭᠠᠯᠢ ᠣᠷᠴᠢᠨ ᠲᠣᠭᠣᠷᠢᠨ ᠢ ᠬᠠᠮᠠᠭᠠᠯᠠᠨ ᠨᠣᠭᠣᠭᠠᠷᠢᠭᠤᠯᠬᠤ bbox=[1894, 855, 1907, 1338]
text-column: ᠨᠡᠶᠢᠭᠡᠮ ᠦᠨ ᠠᠮᠤᠷ ᠲᠦᠪᠰᠢᠨ ᠢ ᠰᠠᠬᠢᠨ ᠪᠡᠬᠡᠵᠢᠭᠦᠯᠬᠦ ᠃ ᠪᠠᠶᠢᠭᠠᠯᠢ ᠣᠷᠴᠢᠨ ᠲᠣᠭᠣᠷᠢᠨ ᠢ ᠬᠠᠮᠠᠭᠠᠯᠠᠨ ᠨᠣᠭᠣᠭᠠᠷᠢᠭᠤᠯᠬᠤ bbox=[705, 855, 718, 1338]
text-column: ᠰᠢᠨ᠎ᠡ ᠴᠠᠭ ᠦᠶ᠎ᠡ ᠶᠢᠨ ᠳᠤᠮᠳᠠᠳᠤ ᠤᠯᠤᠰ ᠤᠨ ᠣᠨᠴᠠᠯᠢᠭ ᠲᠠᠢ ᠰᠣᠰᠢᠶᠠᠯᠢᠰᠲ ᠰᠡᠳᠬᠢᠯᠭᠡ ᠶᠢᠨ ᠬᠥᠭᠵᠢᠯ ᠢ ᠲᠡᠭᠦᠰ ᠤᠢᠯᠠᠳᠬᠠᠬᠤ ᠶᠢ ᠰᠢᠬᠠᠳᠠᠨ ᠬᠥᠲᠥᠯᠦᠨ᠎ᠡ bbox=[1384, 189, 1397, 829]
text-column: ᠨᠡᠶᠢᠭᠡᠮ ᠦᠨ ᠠᠮᠤᠷ ᠲᠦᠪᠰᠢᠨ ᠢ ᠰᠠᠬᠢᠨ ᠪᠡᠬᠡᠵᠢᠭᠦᠯᠬᠦ ᠃ ᠪᠠᠶᠢᠭᠠᠯᠢ ᠣᠷᠴᠢᠨ ᠲᠣᠭᠣᠷᠢᠨ ᠢ ᠬᠠᠮᠠᠭᠠᠯᠠᠨ ᠨᠣᠭᠣᠭᠠᠷᠢᠭᠤᠯᠬᠤ bbox=[853, 240, 866, 724]
text-column: ᠠᠷᠠᠳ ᠤᠨ ᠡᠵᠡᠨ ᠰᠠᠭᠤᠬᠤ ᠶᠢ ᠪᠠᠲᠤᠯᠠᠬᠤ ᠨᠢ ᠦᠨᠳᠦᠰᠦᠨ ᠵᠠᠷᠴᠢᠮ ᠪᠣᠯᠤᠨ᠎ᠠ ᠃ ᠬᠠᠮᠲᠤ ᠶᠢᠨ ᠪᠠᠶᠠᠯᠢᠭ ᠢ ᠪᠡᠶ᠎ᠡ ᠳᠦ ᠬᠦᠷᠭᠡᠬᠦ bbox=[164, 855, 177, 1365]
text-column: ᠠᠷᠠᠳ ᠤᠨ ᠡᠵᠡᠨ ᠰᠠᠭᠤᠬᠤ ᠶᠢ ᠪᠠᠲᠤᠯᠠᠬᠤ ᠨᠢ ᠦᠨᠳᠦᠰᠦᠨ ᠵᠠᠷᠴᠢᠮ ᠪᠣᠯᠤᠨ᠎ᠠ ᠃ ᠬᠠᠮᠲᠤ ᠶᠢᠨ ᠪᠠᠶᠠᠯᠢᠭ ᠢ ᠪᠡᠶ᠎ᠡ ᠳᠦ ᠬᠦᠷᠭᠡᠬᠦ bbox=[606, 240, 620, 750]
text-column: ᠨᠠᠮ ᠤᠨ ᠤᠳᠤᠷᠢᠳᠤᠯᠭ᠎ᠠ ᠶᠢ ᠪᠠᠲᠤᠯᠠᠨ ᠪᠡᠬᠡᠵᠢᠬᠦ ᠃ ᠬᠠᠤᠯᠢ ᠶᠢᠨ ᠵᠠᠰᠠᠭ ᠤᠨ ᠳᠦᠷᠢᠮ ᠢ ᠪᠦᠷᠢᠨ ᠦᠷ᠎ᠡ ᠳᠦᠩ ᠲᠡᠢ ᠬᠡᠷᠡᠭᠵᠢᠭᠦᠯᠬᠦ bbox=[1025, 240, 1038, 767]
text-column: ᠰᠢᠨ᠎ᠡ ᠴᠠᠭ ᠦᠶ᠎ᠡ ᠶᠢᠨ ᠳᠤᠮᠳᠠᠳᠤ ᠤᠯᠤᠰ ᠤᠨ ᠣᠨᠴᠠᠯᠢᠭ ᠲᠠᠢ ᠰᠣᠰᠢᠶᠠᠯᠢᠰᠲ ᠰᠡᠳᠬᠢᠯᠭᠡ ᠶᠢᠨ ᠬᠥᠭᠵᠢᠯ ᠢ ᠲᠡᠭᠦᠰ ᠤᠢᠯᠠᠳᠬᠠᠬᠤ ᠶᠢ ᠰᠢᠬᠠᠳᠠᠨ ᠬᠥᠲᠥᠯᠦᠨ᠎ᠡ bbox=[1960, 189, 1973, 829]
text-column: ᠬᠠᠷᠢᠭᠤᠴᠠᠯᠭ᠎ᠠ ᠲᠠᠢ ᠵᠠᠰᠠᠭ ᠤᠨ ᠭᠠᠵᠠᠷ ᠢ ᠪᠠᠶᠢᠭᠤᠯᠬᠤ ᠶᠢᠨ ᠲᠥᠯᠥᠭᠡ ᠬᠦᠴᠦ ᠴᠢᠷᠠᠢ ᠪᠡᠨ ᠳᠠᠪᠬᠤᠴᠠᠭᠤᠯᠤᠨ ᠣᠷᠤᠯᠴᠠᠨ᠎ᠠ ᠃ bbox=[1552, 189, 1565, 691]
text-column: ᠰᠤᠷᠭᠠᠨ ᠬᠥᠮᠦᠵᠢᠯ ᠢ ᠳᠡᠭᠡᠭᠰᠢᠯᠡᠭᠦᠯᠵᠦ ᠰᠤᠶᠤᠯ ᠤᠨ ᠥᠪ ᠢ ᠤᠯᠠᠮᠵᠢᠯᠠᠨ ᠬᠥᠭᠵᠢᠭᠦᠯᠬᠦ ᠃ ᠡᠳ᠋ ᠦᠨ ᠵᠠᠰᠠᠭ ᠤᠨ ᠪᠠᠶᠢᠭᠤᠯᠤᠯᠲᠠ bbox=[1736, 855, 1750, 1371]
text-column: ᠬᠠᠷᠢᠭᠤᠴᠠᠯᠭ᠎ᠠ ᠲᠠᠢ ᠵᠠᠰᠠᠭ ᠤᠨ ᠭᠠᠵᠠᠷ ᠢ ᠪᠠᠶᠢᠭᠤᠯᠬᠤ ᠶᠢᠨ ᠲᠥᠯᠥᠭᠡ ᠬᠦᠴᠦ ᠴᠢᠷᠠᠢ ᠪᠡᠨ ᠳᠠᠪᠬᠤᠴᠠᠭᠤᠯᠤᠨ ᠣᠷᠤᠯᠴᠠᠨ᠎ᠠ ᠃ bbox=[1696, 225, 1709, 727]
text-column: ᠨᠡᠶᠢᠭᠡᠮ ᠦᠨ ᠠᠮᠤᠷ ᠲᠦᠪᠰᠢᠨ ᠢ ᠰᠠᠬᠢᠨ ᠪᠡᠬᠡᠵᠢᠭᠦᠯᠬᠦ ᠃ ᠪᠠᠶᠢᠭᠠᠯᠢ ᠣᠷᠴᠢᠨ ᠲᠣᠭᠣᠷᠢᠨ ᠢ ᠬᠠᠮᠠᠭᠠᠯᠠᠨ ᠨᠣᠭᠣᠭᠠᠷᠢᠭᠤᠯᠬᠤ bbox=[1287, 189, 1301, 672]
text-column: ᠰᠤᠷᠭᠠᠨ ᠬᠥᠮᠦᠵᠢᠯ ᠢ ᠳᠡᠭᠡᠭᠰᠢᠯᠡᠭᠦᠯᠵᠦ ᠰᠤᠶᠤᠯ ᠤᠨ ᠥᠪ ᠢ ᠤᠯᠠᠮᠵᠢᠯᠠᠨ ᠬᠥᠭᠵᠢᠭᠦᠯᠬᠦ ᠃ ᠡᠳ᠋ ᠦᠨ ᠵᠠᠰᠠᠭ ᠤᠨ ᠪᠠᠶᠢᠭᠤᠯᠤᠯᠲᠠ bbox=[1579, 855, 1592, 1371]
section-title: 学习 bbox=[120, 74, 182, 108]
masthead-mongolian: ᠥᠨᠥᠳᠥᠷ bbox=[2213, 65, 2223, 96]
text-column: ᠨᠠᠮ ᠤᠨ ᠤᠳᠤᠷᠢᠳᠤᠯᠭ᠎ᠠ ᠶᠢ ᠪᠠᠲᠤᠯᠠᠨ ᠪᠡᠬᠡᠵᠢᠬᠦ ᠃ ᠬᠠᠤᠯᠢ ᠶᠢᠨ ᠵᠠᠰᠠᠭ ᠤᠨ ᠳᠦᠷᠢᠮ ᠢ ᠪᠦᠷᠢᠨ ᠦᠷ᠎ᠡ ᠳᠦᠩ ᠲᠡᠢ ᠬᠡᠷᠡᠭᠵᠢᠭᠦᠯᠬᠦ bbox=[139, 855, 152, 1381]
text-column: ᠨᠡᠶᠢᠭᠡᠮ ᠦᠨ ᠠᠮᠤᠷ ᠲᠦᠪᠰᠢᠨ ᠢ ᠰᠠᠬᠢᠨ ᠪᠡᠬᠡᠵᠢᠭᠦᠯᠬᠦ ᠃ ᠪᠠᠶᠢᠭᠠᠯᠢ ᠣᠷᠴᠢᠨ ᠲᠣᠭᠣᠷᠢᠨ ᠢ ᠬᠠᠮᠠᠭᠠᠯᠠᠨ ᠨᠣᠭᠣᠭᠠᠷᠢᠭᠤᠯᠬᠤ bbox=[1474, 855, 1487, 1338]
text-column: ᠬᠠᠷᠢᠭᠤᠴᠠᠯᠭ᠎ᠠ ᠲᠠᠢ ᠵᠠᠰᠠᠭ ᠤᠨ ᠭᠠᠵᠠᠷ ᠢ ᠪᠠᠶᠢᠭᠤᠯᠬᠤ ᠶᠢᠨ ᠲᠥᠯᠥᠭᠡ ᠬᠦᠴᠦ ᠴᠢᠷᠠᠢ ᠪᠡᠨ ᠳᠠᠪᠬᠤᠴᠠᠭᠤᠯᠤᠨ ᠣᠷᠤᠯᠴᠠᠨ᠎ᠠ ᠃ bbox=[213, 240, 226, 743]
text-column: ᠨᠠᠮ ᠤᠨ ᠤᠳᠤᠷᠢᠳᠤᠯᠭ᠎ᠠ ᠶᠢ ᠪᠠᠲᠤᠯᠠᠨ ᠪᠡᠬᠡᠵᠢᠬᠦ ᠃ ᠬᠠᠤᠯᠢ ᠶᠢᠨ ᠵᠠᠰᠠᠭ ᠤᠨ ᠳᠦᠷᠢᠮ ᠢ ᠪᠦᠷᠢᠨ ᠦᠷ᠎ᠡ ᠳᠦᠩ ᠲᠡᠢ ᠬᠡᠷᠡᠭᠵᠢᠭᠦᠯᠬᠦ bbox=[287, 240, 300, 767]
text-column: ᠠᠷᠠᠳ ᠤᠨ ᠡᠵᠡᠨ ᠰᠠᠭᠤᠬᠤ ᠶᠢ ᠪᠠᠲᠤᠯᠠᠬᠤ ᠨᠢ ᠦᠨᠳᠦᠰᠦᠨ ᠵᠠᠷᠴᠢᠮ ᠪᠣᠯᠤᠨ᠎ᠠ ᠃ ᠬᠠᠮᠲᠤ ᠶᠢᠨ ᠪᠠᠶᠠᠯᠢᠭ ᠢ ᠪᠡᠶ᠎ᠡ ᠳᠦ ᠬᠦᠷᠭᠡᠬᠦ bbox=[164, 240, 177, 750]
text-column: ᠨᠠᠮ ᠤᠨ ᠤᠳᠤᠷᠢᠳᠤᠯᠭ᠎ᠠ ᠶᠢ ᠪᠠᠲᠤᠯᠠᠨ ᠪᠡᠬᠡᠵᠢᠬᠦ ᠃ ᠬᠠᠤᠯᠢ ᠶᠢᠨ ᠵᠠᠰᠠᠭ ᠤᠨ ᠳᠦᠷᠢᠮ ᠢ ᠪᠦᠷᠢᠨ ᠦᠷ᠎ᠡ ᠳᠦᠩ ᠲᠡᠢ ᠬᠡᠷᠡᠭᠵᠢᠭᠦᠯᠬᠦ bbox=[434, 276, 448, 803]
column-name: 要论 bbox=[2155, 65, 2190, 86]
masthead-chinese: 今日新疆 bbox=[2230, 66, 2253, 99]
text-column: ᠨᠡᠶᠢᠭᠡᠮ ᠦᠨ ᠠᠮᠤᠷ ᠲᠦᠪᠰᠢᠨ ᠢ ᠰᠠᠬᠢᠨ ᠪᠡᠬᠡᠵᠢᠭᠦᠯᠬᠦ ᠃ ᠪᠠᠶᠢᠭᠠᠯᠢ ᠣᠷᠴᠢᠨ ᠲᠣᠭᠣᠷᠢᠨ ᠢ ᠬᠠᠮᠠᠭᠠᠯᠠᠨ ᠨᠣᠭᠣᠭᠠᠷᠢᠭᠤᠯᠬᠤ bbox=[1605, 855, 1619, 1338]
text-column: ᠰᠢᠨ᠎ᠡ ᠴᠠᠭ ᠦᠶ᠎ᠡ ᠶᠢᠨ ᠳᠤᠮᠳᠠᠳᠤ ᠤᠯᠤᠰ ᠤᠨ ᠣᠨᠴᠠᠯᠢᠭ ᠲᠠᠢ ᠰᠣᠰᠢᠶᠠᠯᠢᠰᠲ ᠰᠡᠳᠬᠢᠯᠭᠡ ᠶᠢᠨ ᠬᠥᠭᠵᠢᠯ ᠢ ᠲᠡᠭᠦᠰ ᠤᠢᠯᠠᠳᠬᠠᠬᠤ ᠶᠢ ᠰᠢᠬᠠᠳᠠᠨ ᠬᠥᠲᠥᠯᠦᠨ᠎ᠡ bbox=[1074, 276, 1087, 916]
text-column: ᠰᠢᠨ᠎ᠡ ᠴᠠᠭ ᠦᠶ᠎ᠡ ᠶᠢᠨ ᠳᠤᠮᠳᠠᠳᠤ ᠤᠯᠤᠰ ᠤᠨ ᠣᠨᠴᠠᠯᠢᠭ ᠲᠠᠢ ᠰᠣᠰᠢᠶᠠᠯᠢᠰᠲ ᠰᠡᠳᠬᠢᠯᠭᠡ ᠶᠢᠨ ᠬᠥᠭᠵᠢᠯ ᠢ ᠲᠡᠭᠦᠰ ᠤᠢᠯᠠᠳᠬᠠᠬᠤ ᠶᠢ ᠰᠢᠬᠠᠳᠠᠨ ᠬᠥᠲᠥᠯᠦᠨ᠎ᠡ bbox=[1526, 855, 1540, 1495]
